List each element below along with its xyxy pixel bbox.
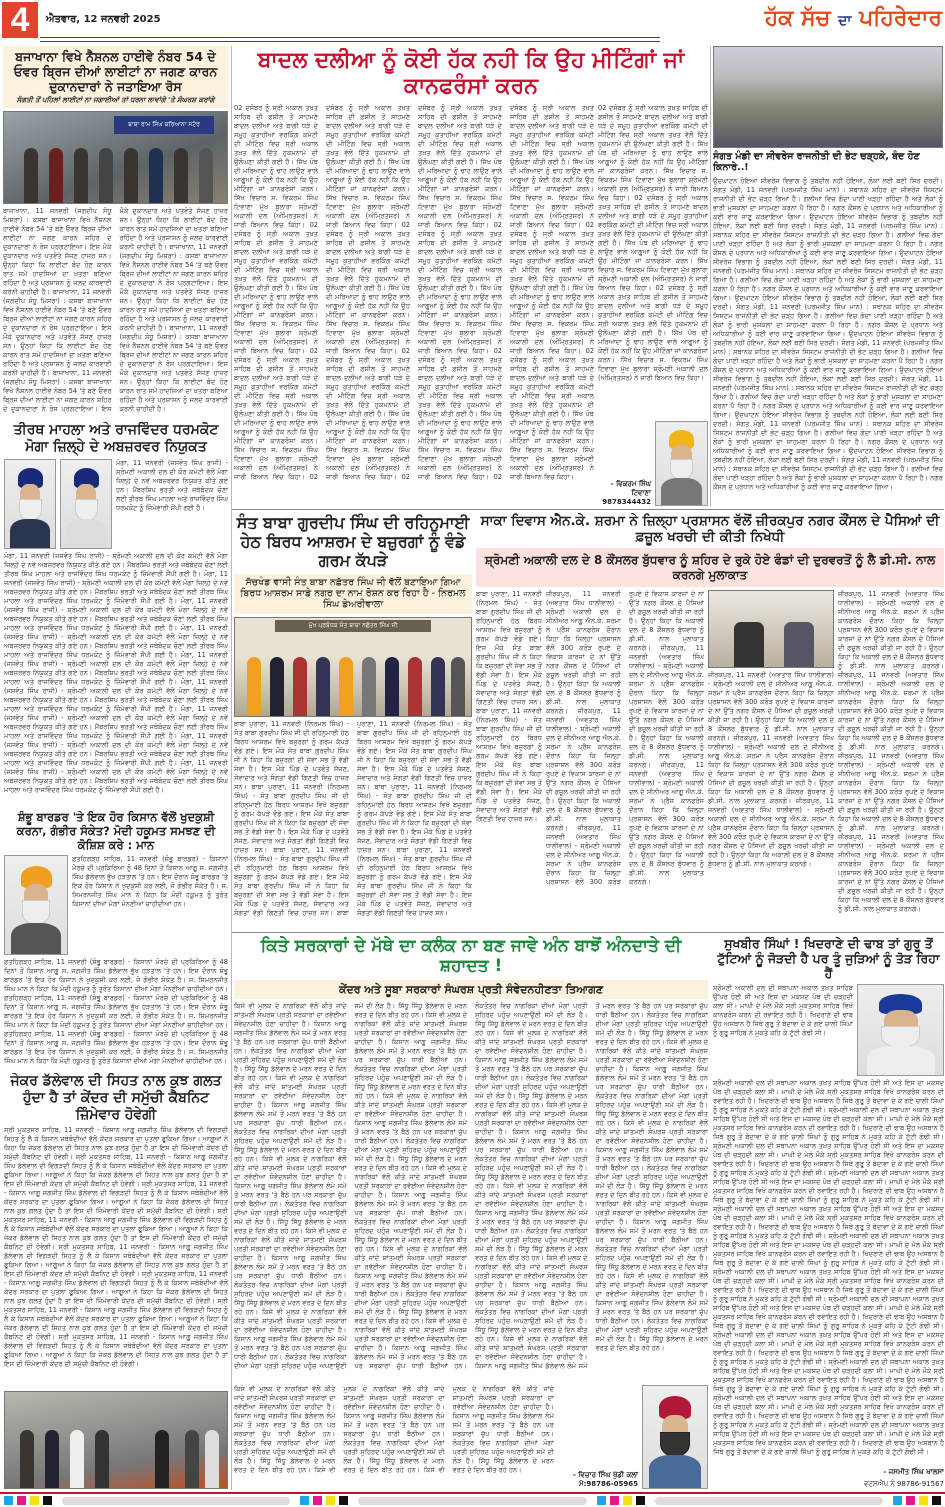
zirakpur-body-right: ਜ਼ੀਰਕਪੁਰ, 11 ਜਨਵਰੀ (ਅਵਤਾਰ ਸਿੰਘ ਧਾਲੀਵਾਲ) - ਸ਼੍ਰੋਮਣੀ ਅਕਾਲੀ ਦਲ ਦੇ ਸੀਨੀਅਰ ਆਗੂ ਐਨ.ਕੇ. ਸ਼ਰਮਾ ਨੇ ਪ੍ਰੈਸ ਕਾਨਫਰੰਸ ਦੌਰਾਨ ਕਿਹਾ ਕਿ ਜ਼ਿਲ੍ਹਾ ਪ੍ਰਸ਼ਾਸਨ ਵੱਲੋਂ 300 ਕਰੋੜ ਰੁਪਏ ਦੇ ਵਿਕਾਸ ਕਾਰਜਾਂ ਦੇ ਨਾਂ ਉੱਤੇ ਨਗਰ ਕੌਂਸਲ ਦੇ ਪੈਸਿਆਂ ਦੀ ਫ਼ਜ਼ੂਲ ਖਰਚੀ ਕੀਤੀ ਜਾ ਰਹੀ ਹੈ। ਉਨ੍ਹਾਂ ਕਿਹਾ ਕਿ ਅਕਾਲੀ ਦਲ ਦੇ 8 ਕੌਂਸਲਰ ਬੁੱਧਵਾਰ ਨੂੰ ਡੀ.ਸੀ. ਨਾਲ ਮੁਲਾਕਾਤ ਕਰਨਗੇ। ਜ਼ੀਰਕਪੁਰ, 11 ਜਨਵਰੀ (ਅਵਤਾਰ ਸਿੰਘ ਧਾਲੀਵਾਲ) - ਸ਼੍ਰੋਮਣੀ ਅਕਾਲੀ ਦਲ ਦੇ ਸੀਨੀਅਰ ਆਗੂ ਐਨ.ਕੇ. ਸ਼ਰਮਾ ਨੇ ਪ੍ਰੈਸ ਕਾਨਫਰੰਸ ਦੌਰਾਨ ਕਿਹਾ ਕਿ ਜ਼ਿਲ੍ਹਾ ਪ੍ਰਸ਼ਾਸਨ ਵੱਲੋਂ 300 ਕਰੋੜ ਰੁਪਏ ਦੇ ਵਿਕਾਸ ਕਾਰਜਾਂ ਦੇ ਨਾਂ ਉੱਤੇ ਨਗਰ ਕੌਂਸਲ ਦੇ ਪੈਸਿਆਂ ਦੀ ਫ਼ਜ਼ੂਲ ਖਰਚੀ ਕੀਤੀ ਜਾ ਰਹੀ ਹੈ। ਉਨ੍ਹਾਂ ਕਿਹਾ ਕਿ ਅਕਾਲੀ ਦਲ ਦੇ 8 ਕੌਂਸਲਰ ਬੁੱਧਵਾਰ ਨੂੰ ਡੀ.ਸੀ. ਨਾਲ ਮੁਲਾਕਾਤ ਕਰਨਗੇ। ਜ਼ੀਰਕਪੁਰ, 11 ਜਨਵਰੀ (ਅਵਤਾਰ ਸਿੰਘ ਧਾਲੀਵਾਲ) - ਸ਼੍ਰੋਮਣੀ ਅਕਾਲੀ ਦਲ ਦੇ ਸੀਨੀਅਰ ਆਗੂ ਐਨ.ਕੇ. ਸ਼ਰਮਾ ਨੇ ਪ੍ਰੈਸ ਕਾਨਫਰੰਸ ਦੌਰਾਨ ਕਿਹਾ ਕਿ ਜ਼ਿਲ੍ਹਾ ਪ੍ਰਸ਼ਾਸਨ ਵੱਲੋਂ 300 ਕਰੋੜ ਰੁਪਏ ਦੇ ਵਿਕਾਸ ਕਾਰਜਾਂ ਦੇ ਨਾਂ ਉੱਤੇ ਨਗਰ ਕੌਂਸਲ ਦੇ ਪੈਸਿਆਂ ਦੀ ਫ਼ਜ਼ੂਲ ਖਰਚੀ ਕੀਤੀ ਜਾ ਰਹੀ ਹੈ। ਉਨ੍ਹਾਂ ਕਿਹਾ ਕਿ ਅਕਾਲੀ ਦਲ ਦੇ 8 ਕੌਂਸਲਰ ਬੁੱਧਵਾਰ ਨੂੰ ਡੀ.ਸੀ. ਨਾਲ ਮੁਲਾਕਾਤ ਕਰਨਗੇ। ਜ਼ੀਰਕਪੁਰ, 11 ਜਨਵਰੀ (ਅਵਤਾਰ ਸਿੰਘ ਧਾਲੀਵਾਲ) - ਸ਼੍ਰੋਮਣੀ ਅਕਾਲੀ ਦਲ ਦੇ ਸੀਨੀਅਰ ਆਗੂ ਐਨ.ਕੇ. ਸ਼ਰਮਾ ਨੇ ਪ੍ਰੈਸ ਕਾਨਫਰੰਸ ਦੌਰਾਨ ਕਿਹਾ ਕਿ ਜ਼ਿਲ੍ਹਾ ਪ੍ਰਸ਼ਾਸਨ ਵੱਲੋਂ 300 ਕਰੋੜ ਰੁਪਏ ਦੇ ਵਿਕਾਸ ਕਾਰਜਾਂ ਦੇ ਨਾਂ ਉੱਤੇ ਨਗਰ ਕੌਂਸਲ ਦੇ ਪੈਸਿਆਂ ਦੀ ਫ਼ਜ਼ੂਲ ਖਰਚੀ ਕੀਤੀ ਜਾ ਰਹੀ ਹੈ। ਉਨ੍ਹਾਂ ਕਿਹਾ ਕਿ ਅਕਾਲੀ ਦਲ ਦੇ 8 ਕੌਂਸਲਰ ਬੁੱਧਵਾਰ ਨੂੰ ਡੀ.ਸੀ. ਨਾਲ ਮੁਲਾਕਾਤ ਕਰਨਗੇ।: [838, 590, 944, 914]
sukhbir-headline: ਸੁਖਬੀਰ ਸਿੰਘਾਂ ! ਖਿਦਰਾਣੇ ਦੀ ਢਾਬ ਤਾਂ ਗੁਰੂ ਤੋਂ ਟੁੱਟਿਆਂ ਨੂੰ ਜੋੜਦੀ ਹੈ ਪਰ ਤੂੰ ਜੁੜਿਆਂ ਨੂੰ ਤੋੜ ਰਿਹਾ ਹੈਂ: [717, 936, 940, 981]
sangat-mandi-body: ਉਦਘਾਟਨ ਹੋਇਆ ਸੀਵਰੇਜ ਵਿਭਾਗ ਨੂੰ ਤਬਦੀਲ ਨਹੀਂ ਹੋਇਆ, ਲੋਕਾਂ ਲਈ ਬਣੀ ਸਿਰ ਦਰਦੀ। ਸੰਗਤ ਮੰਡੀ, 11 ਜਨਵਰੀ (ਪਰਮਜੀਤ ਸਿੰਘ ਮਾਨ) : ਸਥਾਨਕ ਸ਼ਹਿਰ ਦਾ ਸੀਵਰੇਜ ਸਿਸਟਮ ਰਾਜਨੀਤੀ ਦੀ ਭੇਟ ਚੜ੍ਹ ਗਿਆ ਹੈ। ਗਲੀਆਂ ਵਿਚ ਗੰਦਾ ਪਾਣੀ ਖੜ੍ਹਾ ਰਹਿੰਦਾ ਹੈ ਅਤੇ ਲੋਕਾਂ ਨੂੰ ਭਾਰੀ ਮੁਸ਼ਕਲਾਂ ਦਾ ਸਾਹਮਣਾ ਕਰਨਾ ਪੈ ਰਿਹਾ ਹੈ। ਨਗਰ ਕੌਂਸਲ ਦੇ ਪ੍ਰਧਾਨ ਅਤੇ ਅਧਿਕਾਰੀਆਂ ਨੂੰ ਕਈ ਵਾਰ ਜਾਣੂ ਕਰਵਾਇਆ ਗਿਆ। ਉਦਘਾਟਨ ਹੋਇਆ ਸੀਵਰੇਜ ਵਿਭਾਗ ਨੂੰ ਤਬਦੀਲ ਨਹੀਂ ਹੋਇਆ, ਲੋਕਾਂ ਲਈ ਬਣੀ ਸਿਰ ਦਰਦੀ। ਸੰਗਤ ਮੰਡੀ, 11 ਜਨਵਰੀ (ਪਰਮਜੀਤ ਸਿੰਘ ਮਾਨ) : ਸਥਾਨਕ ਸ਼ਹਿਰ ਦਾ ਸੀਵਰੇਜ ਸਿਸਟਮ ਰਾਜਨੀਤੀ ਦੀ ਭੇਟ ਚੜ੍ਹ ਗਿਆ ਹੈ। ਗਲੀਆਂ ਵਿਚ ਗੰਦਾ ਪਾਣੀ ਖੜ੍ਹਾ ਰਹਿੰਦਾ ਹੈ ਅਤੇ ਲੋਕਾਂ ਨੂੰ ਭਾਰੀ ਮੁਸ਼ਕਲਾਂ ਦਾ ਸਾਹਮਣਾ ਕਰਨਾ ਪੈ ਰਿਹਾ ਹੈ। ਨਗਰ ਕੌਂਸਲ ਦੇ ਪ੍ਰਧਾਨ ਅਤੇ ਅਧਿਕਾਰੀਆਂ ਨੂੰ ਕਈ ਵਾਰ ਜਾਣੂ ਕਰਵਾਇਆ ਗਿਆ। ਉਦਘਾਟਨ ਹੋਇਆ ਸੀਵਰੇਜ ਵਿਭਾਗ ਨੂੰ ਤਬਦੀਲ ਨਹੀਂ ਹੋਇਆ, ਲੋਕਾਂ ਲਈ ਬਣੀ ਸਿਰ ਦਰਦੀ। ਸੰਗਤ ਮੰਡੀ, 11 ਜਨਵਰੀ (ਪਰਮਜੀਤ ਸਿੰਘ ਮਾਨ) : ਸਥਾਨਕ ਸ਼ਹਿਰ ਦਾ ਸੀਵਰੇਜ ਸਿਸਟਮ ਰਾਜਨੀਤੀ ਦੀ ਭੇਟ ਚੜ੍ਹ ਗਿਆ ਹੈ। ਗਲੀਆਂ ਵਿਚ ਗੰਦਾ ਪਾਣੀ ਖੜ੍ਹਾ ਰਹਿੰਦਾ ਹੈ ਅਤੇ ਲੋਕਾਂ ਨੂੰ ਭਾਰੀ ਮੁਸ਼ਕਲਾਂ ਦਾ ਸਾਹਮਣਾ ਕਰਨਾ ਪੈ ਰਿਹਾ ਹੈ। ਨਗਰ ਕੌਂਸਲ ਦੇ ਪ੍ਰਧਾਨ ਅਤੇ ਅਧਿਕਾਰੀਆਂ ਨੂੰ ਕਈ ਵਾਰ ਜਾਣੂ ਕਰਵਾਇਆ ਗਿਆ। ਉਦਘਾਟਨ ਹੋਇਆ ਸੀਵਰੇਜ ਵਿਭਾਗ ਨੂੰ ਤਬਦੀਲ ਨਹੀਂ ਹੋਇਆ, ਲੋਕਾਂ ਲਈ ਬਣੀ ਸਿਰ ਦਰਦੀ। ਸੰਗਤ ਮੰਡੀ, 11 ਜਨਵਰੀ (ਪਰਮਜੀਤ ਸਿੰਘ ਮਾਨ) : ਸਥਾਨਕ ਸ਼ਹਿਰ ਦਾ ਸੀਵਰੇਜ ਸਿਸਟਮ ਰਾਜਨੀਤੀ ਦੀ ਭੇਟ ਚੜ੍ਹ ਗਿਆ ਹੈ। ਗਲੀਆਂ ਵਿਚ ਗੰਦਾ ਪਾਣੀ ਖੜ੍ਹਾ ਰਹਿੰਦਾ ਹੈ ਅਤੇ ਲੋਕਾਂ ਨੂੰ ਭਾਰੀ ਮੁਸ਼ਕਲਾਂ ਦਾ ਸਾਹਮਣਾ ਕਰਨਾ ਪੈ ਰਿਹਾ ਹੈ। ਨਗਰ ਕੌਂਸਲ ਦੇ ਪ੍ਰਧਾਨ ਅਤੇ ਅਧਿਕਾਰੀਆਂ ਨੂੰ ਕਈ ਵਾਰ ਜਾਣੂ ਕਰਵਾਇਆ ਗਿਆ। ਉਦਘਾਟਨ ਹੋਇਆ ਸੀਵਰੇਜ ਵਿਭਾਗ ਨੂੰ ਤਬਦੀਲ ਨਹੀਂ ਹੋਇਆ, ਲੋਕਾਂ ਲਈ ਬਣੀ ਸਿਰ ਦਰਦੀ। ਸੰਗਤ ਮੰਡੀ, 11 ਜਨਵਰੀ (ਪਰਮਜੀਤ ਸਿੰਘ ਮਾਨ) : ਸਥਾਨਕ ਸ਼ਹਿਰ ਦਾ ਸੀਵਰੇਜ ਸਿਸਟਮ ਰਾਜਨੀਤੀ ਦੀ ਭੇਟ ਚੜ੍ਹ ਗਿਆ ਹੈ। ਗਲੀਆਂ ਵਿਚ ਗੰਦਾ ਪਾਣੀ ਖੜ੍ਹਾ ਰਹਿੰਦਾ ਹੈ ਅਤੇ ਲੋਕਾਂ ਨੂੰ ਭਾਰੀ ਮੁਸ਼ਕਲਾਂ ਦਾ ਸਾਹਮਣਾ ਕਰਨਾ ਪੈ ਰਿਹਾ ਹੈ। ਨਗਰ ਕੌਂਸਲ ਦੇ ਪ੍ਰਧਾਨ ਅਤੇ ਅਧਿਕਾਰੀਆਂ ਨੂੰ ਕਈ ਵਾਰ ਜਾਣੂ ਕਰਵਾਇਆ ਗਿਆ। ਉਦਘਾਟਨ ਹੋਇਆ ਸੀਵਰੇਜ ਵਿਭਾਗ ਨੂੰ ਤਬਦੀਲ ਨਹੀਂ ਹੋਇਆ, ਲੋਕਾਂ ਲਈ ਬਣੀ ਸਿਰ ਦਰਦੀ। ਸੰਗਤ ਮੰਡੀ, 11 ਜਨਵਰੀ (ਪਰਮਜੀਤ ਸਿੰਘ ਮਾਨ) : ਸਥਾਨਕ ਸ਼ਹਿਰ ਦਾ ਸੀਵਰੇਜ ਸਿਸਟਮ ਰਾਜਨੀਤੀ ਦੀ ਭੇਟ ਚੜ੍ਹ ਗਿਆ ਹੈ। ਗਲੀਆਂ ਵਿਚ ਗੰਦਾ ਪਾਣੀ ਖੜ੍ਹਾ ਰਹਿੰਦਾ ਹੈ ਅਤੇ ਲੋਕਾਂ ਨੂੰ ਭਾਰੀ ਮੁਸ਼ਕਲਾਂ ਦਾ ਸਾਹਮਣਾ ਕਰਨਾ ਪੈ ਰਿਹਾ ਹੈ। ਨਗਰ ਕੌਂਸਲ ਦੇ ਪ੍ਰਧਾਨ ਅਤੇ ਅਧਿਕਾਰੀਆਂ ਨੂੰ ਕਈ ਵਾਰ ਜਾਣੂ ਕਰਵਾਇਆ ਗਿਆ। ਉਦਘਾਟਨ ਹੋਇਆ ਸੀਵਰੇਜ ਵਿਭਾਗ ਨੂੰ ਤਬਦੀਲ ਨਹੀਂ ਹੋਇਆ, ਲੋਕਾਂ ਲਈ ਬਣੀ ਸਿਰ ਦਰਦੀ। ਸੰਗਤ ਮੰਡੀ, 11 ਜਨਵਰੀ (ਪਰਮਜੀਤ ਸਿੰਘ ਮਾਨ) : ਸਥਾਨਕ ਸ਼ਹਿਰ ਦਾ ਸੀਵਰੇਜ ਸਿਸਟਮ ਰਾਜਨੀਤੀ ਦੀ ਭੇਟ ਚੜ੍ਹ ਗਿਆ ਹੈ। ਗਲੀਆਂ ਵਿਚ ਗੰਦਾ ਪਾਣੀ ਖੜ੍ਹਾ ਰਹਿੰਦਾ ਹੈ ਅਤੇ ਲੋਕਾਂ ਨੂੰ ਭਾਰੀ ਮੁਸ਼ਕਲਾਂ ਦਾ ਸਾਹਮਣਾ ਕਰਨਾ ਪੈ ਰਿਹਾ ਹੈ। ਨਗਰ ਕੌਂਸਲ ਦੇ ਪ੍ਰਧਾਨ ਅਤੇ ਅਧਿਕਾਰੀਆਂ ਨੂੰ ਕਈ ਵਾਰ ਜਾਣੂ ਕਰਵਾਇਆ ਗਿਆ। ਉਦਘਾਟਨ ਹੋਇਆ ਸੀਵਰੇਜ ਵਿਭਾਗ ਨੂੰ ਤਬਦੀਲ ਨਹੀਂ ਹੋਇਆ, ਲੋਕਾਂ ਲਈ ਬਣੀ ਸਿਰ ਦਰਦੀ। ਸੰਗਤ ਮੰਡੀ, 11 ਜਨਵਰੀ (ਪਰਮਜੀਤ ਸਿੰਘ ਮਾਨ) : ਸਥਾਨਕ ਸ਼ਹਿਰ ਦਾ ਸੀਵਰੇਜ ਸਿਸਟਮ ਰਾਜਨੀਤੀ ਦੀ ਭੇਟ ਚੜ੍ਹ ਗਿਆ ਹੈ। ਗਲੀਆਂ ਵਿਚ ਗੰਦਾ ਪਾਣੀ ਖੜ੍ਹਾ ਰਹਿੰਦਾ ਹੈ ਅਤੇ ਲੋਕਾਂ ਨੂੰ ਭਾਰੀ ਮੁਸ਼ਕਲਾਂ ਦਾ ਸਾਹਮਣਾ ਕਰਨਾ ਪੈ ਰਿਹਾ ਹੈ। ਨਗਰ ਕੌਂਸਲ ਦੇ ਪ੍ਰਧਾਨ ਅਤੇ ਅਧਿਕਾਰੀਆਂ ਨੂੰ ਕਈ ਵਾਰ ਜਾਣੂ ਕਰਵਾਇਆ ਗਿਆ।: [713, 176, 943, 491]
badal-phone: 9878344432: [602, 498, 651, 506]
ashram-subhead: ਸੱਚਖੰਡ ਵਾਸੀ ਸੰਤ ਬਾਬਾ ਨਛੱਤਰ ਸਿੰਘ ਜੀ ਵੱਲੋਂ ਬਣਾਇਆ ਗਿਆ ਬਿਰਧ ਆਸ਼ਰਮ ਸਾਡੇ ਨਗਰ ਦਾ ਨਾਮ ਰੋਸ਼ਨ ਕਰ ਰਿਹਾ ਹੈ - ਨਿਰਮਲ ਸਿੰਘ ਡੇਅਰੀਵਾਲਾ: [234, 574, 472, 614]
ashram-photo: [234, 617, 472, 717]
logo-part1: ਹੱਕ ਸੱਚ: [764, 6, 831, 31]
tiwana-photo: [655, 421, 708, 506]
annadata-phone: ਮੋ:98786-05965: [578, 1480, 638, 1488]
sangat-mandi-article: [713, 46, 943, 506]
vichar-singh-photo: [642, 1385, 708, 1489]
press-conference-photo: [708, 590, 834, 668]
bajakhana-body: ਬਾਜਾਖਾਨਾ, 11 ਜਨਵਰੀ (ਜਗਦੀਪ ਸੰਧੂ ਮਿਸ਼ਰਾ) : ਕਸਬਾ ਬਾਜਾਖਾਨਾ ਵਿਖੇ ਨੈਸ਼ਨਲ ਹਾਈਵੇ ਨੰਬਰ 54 'ਤੇ ਬਣੇ ਓਵਰ ਬ੍ਰਿਜ ਦੀਆਂ ਲਾਈਟਾਂ ਨਾ ਜਗਣ ਕਾਰਨ ਸ਼ਹਿਰ ਦੇ ਦੁਕਾਨਦਾਰਾਂ ਨੇ ਰੋਸ ਪ੍ਰਗਟਾਇਆ। ਇਸ ਮੌਕੇ ਦੁਕਾਨਦਾਰ ਅਤੇ ਪਤਵੰਤੇ ਸੱਜਣ ਹਾਜ਼ਰ ਸਨ। ਉਨ੍ਹਾਂ ਕਿਹਾ ਕਿ ਲਾਈਟਾਂ ਬੰਦ ਹੋਣ ਕਾਰਨ ਰਾਤ ਸਮੇਂ ਹਾਦਸਿਆਂ ਦਾ ਖ਼ਤਰਾ ਬਣਿਆ ਰਹਿੰਦਾ ਹੈ ਅਤੇ ਪ੍ਰਸ਼ਾਸਨ ਨੂੰ ਜਲਦ ਕਾਰਵਾਈ ਕਰਨੀ ਚਾਹੀਦੀ ਹੈ। ਬਾਜਾਖਾਨਾ, 11 ਜਨਵਰੀ (ਜਗਦੀਪ ਸੰਧੂ ਮਿਸ਼ਰਾ) : ਕਸਬਾ ਬਾਜਾਖਾਨਾ ਵਿਖੇ ਨੈਸ਼ਨਲ ਹਾਈਵੇ ਨੰਬਰ 54 'ਤੇ ਬਣੇ ਓਵਰ ਬ੍ਰਿਜ ਦੀਆਂ ਲਾਈਟਾਂ ਨਾ ਜਗਣ ਕਾਰਨ ਸ਼ਹਿਰ ਦੇ ਦੁਕਾਨਦਾਰਾਂ ਨੇ ਰੋਸ ਪ੍ਰਗਟਾਇਆ। ਇਸ ਮੌਕੇ ਦੁਕਾਨਦਾਰ ਅਤੇ ਪਤਵੰਤੇ ਸੱਜਣ ਹਾਜ਼ਰ ਸਨ। ਉਨ੍ਹਾਂ ਕਿਹਾ ਕਿ ਲਾਈਟਾਂ ਬੰਦ ਹੋਣ ਕਾਰਨ ਰਾਤ ਸਮੇਂ ਹਾਦਸਿਆਂ ਦਾ ਖ਼ਤਰਾ ਬਣਿਆ ਰਹਿੰਦਾ ਹੈ ਅਤੇ ਪ੍ਰਸ਼ਾਸਨ ਨੂੰ ਜਲਦ ਕਾਰਵਾਈ ਕਰਨੀ ਚਾਹੀਦੀ ਹੈ। ਬਾਜਾਖਾਨਾ, 11 ਜਨਵਰੀ (ਜਗਦੀਪ ਸੰਧੂ ਮਿਸ਼ਰਾ) : ਕਸਬਾ ਬਾਜਾਖਾਨਾ ਵਿਖੇ ਨੈਸ਼ਨਲ ਹਾਈਵੇ ਨੰਬਰ 54 'ਤੇ ਬਣੇ ਓਵਰ ਬ੍ਰਿਜ ਦੀਆਂ ਲਾਈਟਾਂ ਨਾ ਜਗਣ ਕਾਰਨ ਸ਼ਹਿਰ ਦੇ ਦੁਕਾਨਦਾਰਾਂ ਨੇ ਰੋਸ ਪ੍ਰਗਟਾਇਆ। ਇਸ ਮੌਕੇ ਦੁਕਾਨਦਾਰ ਅਤੇ ਪਤਵੰਤੇ ਸੱਜਣ ਹਾਜ਼ਰ ਸਨ। ਉਨ੍ਹਾਂ ਕਿਹਾ ਕਿ ਲਾਈਟਾਂ ਬੰਦ ਹੋਣ ਕਾਰਨ ਰਾਤ ਸਮੇਂ ਹਾਦਸਿਆਂ ਦਾ ਖ਼ਤਰਾ ਬਣਿਆ ਰਹਿੰਦਾ ਹੈ ਅਤੇ ਪ੍ਰਸ਼ਾਸਨ ਨੂੰ ਜਲਦ ਕਾਰਵਾਈ ਕਰਨੀ ਚਾਹੀਦੀ ਹੈ। ਬਾਜਾਖਾਨਾ, 11 ਜਨਵਰੀ (ਜਗਦੀਪ ਸੰਧੂ ਮਿਸ਼ਰਾ) : ਕਸਬਾ ਬਾਜਾਖਾਨਾ ਵਿਖੇ ਨੈਸ਼ਨਲ ਹਾਈਵੇ ਨੰਬਰ 54 'ਤੇ ਬਣੇ ਓਵਰ ਬ੍ਰਿਜ ਦੀਆਂ ਲਾਈਟਾਂ ਨਾ ਜਗਣ ਕਾਰਨ ਸ਼ਹਿਰ ਦੇ ਦੁਕਾਨਦਾਰਾਂ ਨੇ ਰੋਸ ਪ੍ਰਗਟਾਇਆ। ਇਸ ਮੌਕੇ ਦੁਕਾਨਦਾਰ ਅਤੇ ਪਤਵੰਤੇ ਸੱਜਣ ਹਾਜ਼ਰ ਸਨ। ਉਨ੍ਹਾਂ ਕਿਹਾ ਕਿ ਲਾਈਟਾਂ ਬੰਦ ਹੋਣ ਕਾਰਨ ਰਾਤ ਸਮੇਂ ਹਾਦਸਿਆਂ ਦਾ ਖ਼ਤਰਾ ਬਣਿਆ ਰਹਿੰਦਾ ਹੈ ਅਤੇ ਪ੍ਰਸ਼ਾਸਨ ਨੂੰ ਜਲਦ ਕਾਰਵਾਈ ਕਰਨੀ ਚਾਹੀਦੀ ਹੈ। ਬਾਜਾਖਾਨਾ, 11 ਜਨਵਰੀ (ਜਗਦੀਪ ਸੰਧੂ ਮਿਸ਼ਰਾ) : ਕਸਬਾ ਬਾਜਾਖਾਨਾ ਵਿਖੇ ਨੈਸ਼ਨਲ ਹਾਈਵੇ ਨੰਬਰ 54 'ਤੇ ਬਣੇ ਓਵਰ ਬ੍ਰਿਜ ਦੀਆਂ ਲਾਈਟਾਂ ਨਾ ਜਗਣ ਕਾਰਨ ਸ਼ਹਿਰ ਦੇ ਦੁਕਾਨਦਾਰਾਂ ਨੇ ਰੋਸ ਪ੍ਰਗਟਾਇਆ। ਇਸ ਮੌਕੇ ਦੁਕਾਨਦਾਰ ਅਤੇ ਪਤਵੰਤੇ ਸੱਜਣ ਹਾਜ਼ਰ ਸਨ। ਉਨ੍ਹਾਂ ਕਿਹਾ ਕਿ ਲਾਈਟਾਂ ਬੰਦ ਹੋਣ ਕਾਰਨ ਰਾਤ ਸਮੇਂ ਹਾਦਸਿਆਂ ਦਾ ਖ਼ਤਰਾ ਬਣਿਆ ਰਹਿੰਦਾ ਹੈ ਅਤੇ ਪ੍ਰਸ਼ਾਸਨ ਨੂੰ ਜਲਦ ਕਾਰਵਾਈ ਕਰਨੀ ਚਾਹੀਦੀ ਹੈ।: [3, 207, 228, 413]
zirakpur-headline: ਸਾਕਾ ਦਿਵਾਸ ਐਨ.ਕੇ. ਸ਼ਰਮਾ ਨੇ ਜ਼ਿਲ੍ਹਾ ਪ੍ਰਸ਼ਾਸਨ ਵੱਲੋਂ ਜ਼ੀਰਕਪੁਰ ਨਗਰ ਕੌਂਸਲ ਦੇ ਪੈਸਿਆਂ ਦੀ ਫ਼ਜ਼ੂਲ ਖਰਚੀ ਦੀ ਕੀਤੀ ਨਿਖੇਧੀ: [480, 513, 940, 546]
mann-photo: [4, 855, 68, 955]
zirakpur-body-mid: ਜ਼ੀਰਕਪੁਰ, 11 ਜਨਵਰੀ (ਅਵਤਾਰ ਸਿੰਘ ਧਾਲੀਵਾਲ) - ਸ਼੍ਰੋਮਣੀ ਅਕਾਲੀ ਦਲ ਦੇ ਸੀਨੀਅਰ ਆਗੂ ਐਨ.ਕੇ. ਸ਼ਰਮਾ ਨੇ ਪ੍ਰੈਸ ਕਾਨਫਰੰਸ ਦੌਰਾਨ ਕਿਹਾ ਕਿ ਜ਼ਿਲ੍ਹਾ ਪ੍ਰਸ਼ਾਸਨ ਵੱਲੋਂ 300 ਕਰੋੜ ਰੁਪਏ ਦੇ ਵਿਕਾਸ ਕਾਰਜਾਂ ਦੇ ਨਾਂ ਉੱਤੇ ਨਗਰ ਕੌਂਸਲ ਦੇ ਪੈਸਿਆਂ ਦੀ ਫ਼ਜ਼ੂਲ ਖਰਚੀ ਕੀਤੀ ਜਾ ਰਹੀ ਹੈ। ਉਨ੍ਹਾਂ ਕਿਹਾ ਕਿ ਅਕਾਲੀ ਦਲ ਦੇ 8 ਕੌਂਸਲਰ ਬੁੱਧਵਾਰ ਨੂੰ ਡੀ.ਸੀ. ਨਾਲ ਮੁਲਾਕਾਤ ਕਰਨਗੇ। ਜ਼ੀਰਕਪੁਰ, 11 ਜਨਵਰੀ (ਅਵਤਾਰ ਸਿੰਘ ਧਾਲੀਵਾਲ) - ਸ਼੍ਰੋਮਣੀ ਅਕਾਲੀ ਦਲ ਦੇ ਸੀਨੀਅਰ ਆਗੂ ਐਨ.ਕੇ. ਸ਼ਰਮਾ ਨੇ ਪ੍ਰੈਸ ਕਾਨਫਰੰਸ ਦੌਰਾਨ ਕਿਹਾ ਕਿ ਜ਼ਿਲ੍ਹਾ ਪ੍ਰਸ਼ਾਸਨ ਵੱਲੋਂ 300 ਕਰੋੜ ਰੁਪਏ ਦੇ ਵਿਕਾਸ ਕਾਰਜਾਂ ਦੇ ਨਾਂ ਉੱਤੇ ਨਗਰ ਕੌਂਸਲ ਦੇ ਪੈਸਿਆਂ ਦੀ ਫ਼ਜ਼ੂਲ ਖਰਚੀ ਕੀਤੀ ਜਾ ਰਹੀ ਹੈ। ਉਨ੍ਹਾਂ ਕਿਹਾ ਕਿ ਅਕਾਲੀ ਦਲ ਦੇ 8 ਕੌਂਸਲਰ ਬੁੱਧਵਾਰ ਨੂੰ ਡੀ.ਸੀ. ਨਾਲ ਮੁਲਾਕਾਤ ਕਰਨਗੇ। ਜ਼ੀਰਕਪੁਰ, 11 ਜਨਵਰੀ (ਅਵਤਾਰ ਸਿੰਘ ਧਾਲੀਵਾਲ) - ਸ਼੍ਰੋਮਣੀ ਅਕਾਲੀ ਦਲ ਦੇ ਸੀਨੀਅਰ ਆਗੂ ਐਨ.ਕੇ. ਸ਼ਰਮਾ ਨੇ ਪ੍ਰੈਸ ਕਾਨਫਰੰਸ ਦੌਰਾਨ ਕਿਹਾ ਕਿ ਜ਼ਿਲ੍ਹਾ ਪ੍ਰਸ਼ਾਸਨ ਵੱਲੋਂ 300 ਕਰੋੜ ਰੁਪਏ ਦੇ ਵਿਕਾਸ ਕਾਰਜਾਂ ਦੇ ਨਾਂ ਉੱਤੇ ਨਗਰ ਕੌਂਸਲ ਦੇ ਪੈਸਿਆਂ ਦੀ ਫ਼ਜ਼ੂਲ ਖਰਚੀ ਕੀਤੀ ਜਾ ਰਹੀ ਹੈ। ਉਨ੍ਹਾਂ ਕਿਹਾ ਕਿ ਅਕਾਲੀ ਦਲ ਦੇ 8 ਕੌਂਸਲਰ ਬੁੱਧਵਾਰ ਨੂੰ ਡੀ.ਸੀ. ਨਾਲ ਮੁਲਾਕਾਤ ਕਰਨਗੇ।: [708, 671, 834, 869]
bajakhana-subhead: ਸੰਗਤੀ ਤੋਂ ਪਹਿਲਾਂ ਲਾਈਟਾਂ ਨਾ ਜਗਾਈਆਂ ਤਾਂ ਧਰਨਾ ਲਾਵਾਂਗੇ 'ਤੇ ਸੰਘਰਸ਼ ਕਰਾਂਗੇ: [16, 96, 215, 104]
farmer-body-top: ਫ਼ਤਹਿਗੜ੍ਹ ਸਾਹਿਬ, 11 ਜਨਵਰੀ (ਸ਼ੰਭੂ ਬਾਰਡਰ) - ਕਿਸਾਨਾਂ ਮੋਰਚੇ ਦੀ ਪ੍ਰਕਿਰਿਆ ਨੂੰ 48 ਦਿਨਾਂ ਤੋਂ ਕਿਸਾਨ ਆਗੂ ਸ. ਜਗਜੀਤ ਸਿੰਘ ਡੱਲੇਵਾਲ ਭੁੱਖ ਹੜਤਾਲ 'ਤੇ ਹਨ। ਇਸ ਦੌਰਾਨ ਸ਼ੰਭੂ ਬਾਰਡਰ 'ਤੇ ਇਕ ਹੋਰ ਕਿਸਾਨ ਨੇ ਖੁਦਕੁਸ਼ੀ ਕਰ ਲਈ, ਜੋ ਗੰਭੀਰ ਸੰਕੇਤ ਹੈ। ਸ. ਸਿਮਰਨਜੀਤ ਸਿੰਘ ਮਾਨ ਨੇ ਕਿਹਾ ਕਿ ਮੋਦੀ ਹਕੂਮਤ ਨੂੰ ਤੁਰੰਤ ਕਿਸਾਨਾਂ ਦੀਆਂ ਮੰਗਾਂ ਮੰਨਣੀਆਂ ਚਾਹੀਦੀਆਂ ਹਨ।: [72, 855, 228, 909]
sukhbir-body: ਸ਼੍ਰੋਮਣੀ ਅਕਾਲੀ ਦਲ ਦੀ ਸਥਾਪਨਾ ਅਕਾਲ ਤਖ਼ਤ ਸਾਹਿਬ ਉੱਪਰ ਹੋਈ ਸੀ ਅਤੇ ਇਸ ਦਾ ਮਕਸਦ ਪੰਥ ਦੀ ਚੜ੍ਹਦੀ ਕਲਾ ਸੀ। ਮਾਘੀ ਦੇ ਮੇਲੇ ਮੌਕੇ ਸ੍ਰੀ ਮੁਕਤਸਰ ਸਾਹਿਬ ਵਿਖੇ ਕਾਨਫਰੰਸ ਕਰਨ ਦੀ ਰਵਾਇਤ ਰਹੀ ਹੈ। ਖਿਦਰਾਣੇ ਦੀ ਢਾਬ ਉਹ ਅਸਥਾਨ ਹੈ ਜਿਥੇ ਗੁਰੂ ਤੋਂ ਬੇਦਾਵਾ ਦੇ ਕੇ ਗਏ ਚਾਲੀ ਸਿੰਘਾਂ ਨੂੰ ਗੁਰੂ ਸਾਹਿਬ ਨੇ ਮੁਕਤੇ ਕਹਿ ਕੇ ਟੁੱਟੀ ਗੰਢੀ ਸੀ। ਸ਼੍ਰੋਮਣੀ ਅਕਾਲੀ ਦਲ ਦੀ ਸਥਾਪਨਾ ਅਕਾਲ ਤਖ਼ਤ ਸਾਹਿਬ ਉੱਪਰ ਹੋਈ ਸੀ ਅਤੇ ਇਸ ਦਾ ਮਕਸਦ ਪੰਥ ਦੀ ਚੜ੍ਹਦੀ ਕਲਾ ਸੀ। ਮਾਘੀ ਦੇ ਮੇਲੇ ਮੌਕੇ ਸ੍ਰੀ ਮੁਕਤਸਰ ਸਾਹਿਬ ਵਿਖੇ ਕਾਨਫਰੰਸ ਕਰਨ ਦੀ ਰਵਾਇਤ ਰਹੀ ਹੈ। ਖਿਦਰਾਣੇ ਦੀ ਢਾਬ ਉਹ ਅਸਥਾਨ ਹੈ ਜਿਥੇ ਗੁਰੂ ਤੋਂ ਬੇਦਾਵਾ ਦੇ ਕੇ ਗਏ ਚਾਲੀ ਸਿੰਘਾਂ ਨੂੰ ਗੁਰੂ ਸਾਹਿਬ ਨੇ ਮੁਕਤੇ ਕਹਿ ਕੇ ਟੁੱਟੀ ਗੰਢੀ ਸੀ। ਸ਼੍ਰੋਮਣੀ ਅਕਾਲੀ ਦਲ ਦੀ ਸਥਾਪਨਾ ਅਕਾਲ ਤਖ਼ਤ ਸਾਹਿਬ ਉੱਪਰ ਹੋਈ ਸੀ ਅਤੇ ਇਸ ਦਾ ਮਕਸਦ ਪੰਥ ਦੀ ਚੜ੍ਹਦੀ ਕਲਾ ਸੀ। ਮਾਘੀ ਦੇ ਮੇਲੇ ਮੌਕੇ ਸ੍ਰੀ ਮੁਕਤਸਰ ਸਾਹਿਬ ਵਿਖੇ ਕਾਨਫਰੰਸ ਕਰਨ ਦੀ ਰਵਾਇਤ ਰਹੀ ਹੈ। ਖਿਦਰਾਣੇ ਦੀ ਢਾਬ ਉਹ ਅਸਥਾਨ ਹੈ ਜਿਥੇ ਗੁਰੂ ਤੋਂ ਬੇਦਾਵਾ ਦੇ ਕੇ ਗਏ ਚਾਲੀ ਸਿੰਘਾਂ ਨੂੰ ਗੁਰੂ ਸਾਹਿਬ ਨੇ ਮੁਕਤੇ ਕਹਿ ਕੇ ਟੁੱਟੀ ਗੰਢੀ ਸੀ। ਸ਼੍ਰੋਮਣੀ ਅਕਾਲੀ ਦਲ ਦੀ ਸਥਾਪਨਾ ਅਕਾਲ ਤਖ਼ਤ ਸਾਹਿਬ ਉੱਪਰ ਹੋਈ ਸੀ ਅਤੇ ਇਸ ਦਾ ਮਕਸਦ ਪੰਥ ਦੀ ਚੜ੍ਹਦੀ ਕਲਾ ਸੀ। ਮਾਘੀ ਦੇ ਮੇਲੇ ਮੌਕੇ ਸ੍ਰੀ ਮੁਕਤਸਰ ਸਾਹਿਬ ਵਿਖੇ ਕਾਨਫਰੰਸ ਕਰਨ ਦੀ ਰਵਾਇਤ ਰਹੀ ਹੈ। ਖਿਦਰਾਣੇ ਦੀ ਢਾਬ ਉਹ ਅਸਥਾਨ ਹੈ ਜਿਥੇ ਗੁਰੂ ਤੋਂ ਬੇਦਾਵਾ ਦੇ ਕੇ ਗਏ ਚਾਲੀ ਸਿੰਘਾਂ ਨੂੰ ਗੁਰੂ ਸਾਹਿਬ ਨੇ ਮੁਕਤੇ ਕਹਿ ਕੇ ਟੁੱਟੀ ਗੰਢੀ ਸੀ। ਸ਼੍ਰੋਮਣੀ ਅਕਾਲੀ ਦਲ ਦੀ ਸਥਾਪਨਾ ਅਕਾਲ ਤਖ਼ਤ ਸਾਹਿਬ ਉੱਪਰ ਹੋਈ ਸੀ ਅਤੇ ਇਸ ਦਾ ਮਕਸਦ ਪੰਥ ਦੀ ਚੜ੍ਹਦੀ ਕਲਾ ਸੀ। ਮਾਘੀ ਦੇ ਮੇਲੇ ਮੌਕੇ ਸ੍ਰੀ ਮੁਕਤਸਰ ਸਾਹਿਬ ਵਿਖੇ ਕਾਨਫਰੰਸ ਕਰਨ ਦੀ ਰਵਾਇਤ ਰਹੀ ਹੈ। ਖਿਦਰਾਣੇ ਦੀ ਢਾਬ ਉਹ ਅਸਥਾਨ ਹੈ ਜਿਥੇ ਗੁਰੂ ਤੋਂ ਬੇਦਾਵਾ ਦੇ ਕੇ ਗਏ ਚਾਲੀ ਸਿੰਘਾਂ ਨੂੰ ਗੁਰੂ ਸਾਹਿਬ ਨੇ ਮੁਕਤੇ ਕਹਿ ਕੇ ਟੁੱਟੀ ਗੰਢੀ ਸੀ। ਸ਼੍ਰੋਮਣੀ ਅਕਾਲੀ ਦਲ ਦੀ ਸਥਾਪਨਾ ਅਕਾਲ ਤਖ਼ਤ ਸਾਹਿਬ ਉੱਪਰ ਹੋਈ ਸੀ ਅਤੇ ਇਸ ਦਾ ਮਕਸਦ ਪੰਥ ਦੀ ਚੜ੍ਹਦੀ ਕਲਾ ਸੀ। ਮਾਘੀ ਦੇ ਮੇਲੇ ਮੌਕੇ ਸ੍ਰੀ ਮੁਕਤਸਰ ਸਾਹਿਬ ਵਿਖੇ ਕਾਨਫਰੰਸ ਕਰਨ ਦੀ ਰਵਾਇਤ ਰਹੀ ਹੈ। ਖਿਦਰਾਣੇ ਦੀ ਢਾਬ ਉਹ ਅਸਥਾਨ ਹੈ ਜਿਥੇ ਗੁਰੂ ਤੋਂ ਬੇਦਾਵਾ ਦੇ ਕੇ ਗਏ ਚਾਲੀ ਸਿੰਘਾਂ ਨੂੰ ਗੁਰੂ ਸਾਹਿਬ ਨੇ ਮੁਕਤੇ ਕਹਿ ਕੇ ਟੁੱਟੀ ਗੰਢੀ ਸੀ। ਸ਼੍ਰੋਮਣੀ ਅਕਾਲੀ ਦਲ ਦੀ ਸਥਾਪਨਾ ਅਕਾਲ ਤਖ਼ਤ ਸਾਹਿਬ ਉੱਪਰ ਹੋਈ ਸੀ ਅਤੇ ਇਸ ਦਾ ਮਕਸਦ ਪੰਥ ਦੀ ਚੜ੍ਹਦੀ ਕਲਾ ਸੀ। ਮਾਘੀ ਦੇ ਮੇਲੇ ਮੌਕੇ ਸ੍ਰੀ ਮੁਕਤਸਰ ਸਾਹਿਬ ਵਿਖੇ ਕਾਨਫਰੰਸ ਕਰਨ ਦੀ ਰਵਾਇਤ ਰਹੀ ਹੈ। ਖਿਦਰਾਣੇ ਦੀ ਢਾਬ ਉਹ ਅਸਥਾਨ ਹੈ ਜਿਥੇ ਗੁਰੂ ਤੋਂ ਬੇਦਾਵਾ ਦੇ ਕੇ ਗਏ ਚਾਲੀ ਸਿੰਘਾਂ ਨੂੰ ਗੁਰੂ ਸਾਹਿਬ ਨੇ ਮੁਕਤੇ ਕਹਿ ਕੇ ਟੁੱਟੀ ਗੰਢੀ ਸੀ। ਸ਼੍ਰੋਮਣੀ ਅਕਾਲੀ ਦਲ ਦੀ ਸਥਾਪਨਾ ਅਕਾਲ ਤਖ਼ਤ ਸਾਹਿਬ ਉੱਪਰ ਹੋਈ ਸੀ ਅਤੇ ਇਸ ਦਾ ਮਕਸਦ ਪੰਥ ਦੀ ਚੜ੍ਹਦੀ ਕਲਾ ਸੀ। ਮਾਘੀ ਦੇ ਮੇਲੇ ਮੌਕੇ ਸ੍ਰੀ ਮੁਕਤਸਰ ਸਾਹਿਬ ਵਿਖੇ ਕਾਨਫਰੰਸ ਕਰਨ ਦੀ ਰਵਾਇਤ ਰਹੀ ਹੈ। ਖਿਦਰਾਣੇ ਦੀ ਢਾਬ ਉਹ ਅਸਥਾਨ ਹੈ ਜਿਥੇ ਗੁਰੂ ਤੋਂ ਬੇਦਾਵਾ ਦੇ ਕੇ ਗਏ ਚਾਲੀ ਸਿੰਘਾਂ ਨੂੰ ਗੁਰੂ ਸਾਹਿਬ ਨੇ ਮੁਕਤੇ ਕਹਿ ਕੇ ਟੁੱਟੀ ਗੰਢੀ ਸੀ। ਸ਼੍ਰੋਮਣੀ ਅਕਾਲੀ ਦਲ ਦੀ ਸਥਾਪਨਾ ਅਕਾਲ ਤਖ਼ਤ ਸਾਹਿਬ ਉੱਪਰ ਹੋਈ ਸੀ ਅਤੇ ਇਸ ਦਾ ਮਕਸਦ ਪੰਥ ਦੀ ਚੜ੍ਹਦੀ ਕਲਾ ਸੀ। ਮਾਘੀ ਦੇ ਮੇਲੇ ਮੌਕੇ ਸ੍ਰੀ ਮੁਕਤਸਰ ਸਾਹਿਬ ਵਿਖੇ ਕਾਨਫਰੰਸ ਕਰਨ ਦੀ ਰਵਾਇਤ ਰਹੀ ਹੈ। ਖਿਦਰਾਣੇ ਦੀ ਢਾਬ ਉਹ ਅਸਥਾਨ ਹੈ ਜਿਥੇ ਗੁਰੂ ਤੋਂ ਬੇਦਾਵਾ ਦੇ ਕੇ ਗਏ ਚਾਲੀ ਸਿੰਘਾਂ ਨੂੰ ਗੁਰੂ ਸਾਹਿਬ ਨੇ ਮੁਕਤੇ ਕਹਿ ਕੇ ਟੁੱਟੀ ਗੰਢੀ ਸੀ। ਸ਼੍ਰੋਮਣੀ ਅਕਾਲੀ ਦਲ ਦੀ ਸਥਾਪਨਾ ਅਕਾਲ ਤਖ਼ਤ ਸਾਹਿਬ ਉੱਪਰ ਹੋਈ ਸੀ ਅਤੇ ਇਸ ਦਾ ਮਕਸਦ ਪੰਥ ਦੀ ਚੜ੍ਹਦੀ ਕਲਾ ਸੀ। ਮਾਘੀ ਦੇ ਮੇਲੇ ਮੌਕੇ ਸ੍ਰੀ ਮੁਕਤਸਰ ਸਾਹਿਬ ਵਿਖੇ ਕਾਨਫਰੰਸ ਕਰਨ ਦੀ ਰਵਾਇਤ ਰਹੀ ਹੈ। ਖਿਦਰਾਣੇ ਦੀ ਢਾਬ ਉਹ ਅਸਥਾਨ ਹੈ ਜਿਥੇ ਗੁਰੂ ਤੋਂ ਬੇਦਾਵਾ ਦੇ ਕੇ ਗਏ ਚਾਲੀ ਸਿੰਘਾਂ ਨੂੰ ਗੁਰੂ ਸਾਹਿਬ ਨੇ ਮੁਕਤੇ ਕਹਿ ਕੇ ਟੁੱਟੀ ਗੰਢੀ ਸੀ। ਸ਼੍ਰੋਮਣੀ ਅਕਾਲੀ ਦਲ ਦੀ ਸਥਾਪਨਾ ਅਕਾਲ ਤਖ਼ਤ ਸਾਹਿਬ ਉੱਪਰ ਹੋਈ ਸੀ ਅਤੇ ਇਸ ਦਾ ਮਕਸਦ ਪੰਥ ਦੀ ਚੜ੍ਹਦੀ ਕਲਾ ਸੀ। ਮਾਘੀ ਦੇ ਮੇਲੇ ਮੌਕੇ ਸ੍ਰੀ ਮੁਕਤਸਰ ਸਾਹਿਬ ਵਿਖੇ ਕਾਨਫਰੰਸ ਕਰਨ ਦੀ ਰਵਾਇਤ ਰਹੀ ਹੈ। ਖਿਦਰਾਣੇ ਦੀ ਢਾਬ ਉਹ ਅਸਥਾਨ ਹੈ ਜਿਥੇ ਗੁਰੂ ਤੋਂ ਬੇਦਾਵਾ ਦੇ ਕੇ ਗਏ ਚਾਲੀ ਸਿੰਘਾਂ ਨੂੰ ਗੁਰੂ ਸਾਹਿਬ ਨੇ ਮੁਕਤੇ ਕਹਿ ਕੇ ਟੁੱਟੀ ਗੰਢੀ ਸੀ। ਸ਼੍ਰੋਮਣੀ ਅਕਾਲੀ ਦਲ ਦੀ ਸਥਾਪਨਾ ਅਕਾਲ ਤਖ਼ਤ ਸਾਹਿਬ ਉੱਪਰ ਹੋਈ ਸੀ ਅਤੇ ਇਸ ਦਾ ਮਕਸਦ ਪੰਥ ਦੀ ਚੜ੍ਹਦੀ ਕਲਾ ਸੀ। ਮਾਘੀ ਦੇ ਮੇਲੇ ਮੌਕੇ ਸ੍ਰੀ ਮੁਕਤਸਰ ਸਾਹਿਬ ਵਿਖੇ ਕਾਨਫਰੰਸ ਕਰਨ ਦੀ ਰਵਾਇਤ ਰਹੀ ਹੈ। ਖਿਦਰਾਣੇ ਦੀ ਢਾਬ ਉਹ ਅਸਥਾਨ ਹੈ ਜਿਥੇ ਗੁਰੂ ਤੋਂ ਬੇਦਾਵਾ ਦੇ ਕੇ ਗਏ ਚਾਲੀ ਸਿੰਘਾਂ ਨੂੰ ਗੁਰੂ ਸਾਹਿਬ ਨੇ ਮੁਕਤੇ ਕਹਿ ਕੇ ਟੁੱਟੀ ਗੰਢੀ ਸੀ।: [713, 1079, 944, 1456]
annadata-subhead: ਕੇਂਦਰ ਅਤੇ ਸੂਬਾ ਸਰਕਾਰਾਂ ਸੰਘਰਸ਼ ਪ੍ਰਤੀ ਸੰਵੇਦਨਹੀਣਤਾ ਤਿਆਗਣ: [234, 980, 708, 999]
section-divider: [232, 509, 944, 510]
badal-headline: ਬਾਦਲ ਦਲੀਆ ਨੂੰ ਕੋਈ ਹੱਕ ਨਹੀ ਕਿ ਉਹ ਮੀਟਿੰਗਾਂ ਜਾਂ ਕਾਨਫਰੰਸਾਂ ਕਰਨ: [257, 48, 685, 100]
sukhbir-byline: - ਜਸਮੀਤ ਸਿੰਘ ਖਾਲਸਾ: [883, 1468, 944, 1476]
farmer-headline: ਸ਼ੰਭੂ ਬਾਰਡਰ 'ਤੇ ਇਕ ਹੋਰ ਕਿਸਾਨ ਵੱਲੋਂ ਖੁਦਕੁਸ਼ੀ ਕਰਨਾ, ਗੰਭੀਰ ਸੰਕੇਤ? ਮੋਦੀ ਹਕੂਮਤ ਸਮਝਣ ਦੀ ਕੋਸ਼ਿਸ਼ ਕਰੇ : ਮਾਨ: [16, 811, 216, 852]
ashram-body-right: ਬਾਬਾ ਪੁਰਾਣਾ, 11 ਜਨਵਰੀ (ਨਿਰਮਲ ਸਿੰਘ) - ਸੰਤ ਬਾਬਾ ਗੁਰਦੀਪ ਸਿੰਘ ਜੀ ਦੀ ਰਹਿਨੁਮਾਈ ਹੇਠ ਬਿਰਧ ਆਸ਼ਰਮ ਵਿਖੇ ਬਜ਼ੁਰਗਾਂ ਨੂੰ ਗਰਮ ਕੱਪੜੇ ਵੰਡੇ ਗਏ। ਇਸ ਮੌਕੇ ਸੰਤ ਬਾਬਾ ਗੁਰਦੀਪ ਸਿੰਘ ਜੀ ਨੇ ਕਿਹਾ ਕਿ ਬਜ਼ੁਰਗਾਂ ਦੀ ਸੇਵਾ ਸਭ ਤੋਂ ਵੱਡੀ ਸੇਵਾ ਹੈ। ਇਸ ਮੌਕੇ ਪਿੰਡ ਦੇ ਪਤਵੰਤੇ ਸੱਜਣ, ਸੇਵਾਦਾਰ ਅਤੇ ਸੰਗਤਾਂ ਵੱਡੀ ਗਿਣਤੀ ਵਿਚ ਹਾਜ਼ਰ ਸਨ। ਬਾਬਾ ਪੁਰਾਣਾ, 11 ਜਨਵਰੀ (ਨਿਰਮਲ ਸਿੰਘ) - ਸੰਤ ਬਾਬਾ ਗੁਰਦੀਪ ਸਿੰਘ ਜੀ ਦੀ ਰਹਿਨੁਮਾਈ ਹੇਠ ਬਿਰਧ ਆਸ਼ਰਮ ਵਿਖੇ ਬਜ਼ੁਰਗਾਂ ਨੂੰ ਗਰਮ ਕੱਪੜੇ ਵੰਡੇ ਗਏ। ਇਸ ਮੌਕੇ ਸੰਤ ਬਾਬਾ ਗੁਰਦੀਪ ਸਿੰਘ ਜੀ ਨੇ ਕਿਹਾ ਕਿ ਬਜ਼ੁਰਗਾਂ ਦੀ ਸੇਵਾ ਸਭ ਤੋਂ ਵੱਡੀ ਸੇਵਾ ਹੈ। ਇਸ ਮੌਕੇ ਪਿੰਡ ਦੇ ਪਤਵੰਤੇ ਸੱਜਣ, ਸੇਵਾਦਾਰ ਅਤੇ ਸੰਗਤਾਂ ਵੱਡੀ ਗਿਣਤੀ ਵਿਚ ਹਾਜ਼ਰ ਸਨ।: [476, 590, 542, 824]
bajakhana-headline: ਬਜਾਖਾਨਾ ਵਿਖੇ ਨੈਸ਼ਨਲ ਹਾਈਵੇ ਨੰਬਰ 54 ਦੇ ਓਵਰ ਬ੍ਰਿਜ ਦੀਆਂ ਲਾਈਟਾਂ ਨਾ ਜਗਣ ਕਾਰਨ ਦੁਕਾਨਦਾਰਾਂ ਨੇ ਜਤਾਇਆ ਰੋਸ: [13, 49, 218, 94]
badal-body: 02 ਦਸੰਬਰ ਨੂੰ ਸ੍ਰੀ ਅਕਾਲ ਤਖ਼ਤ ਸਾਹਿਬ ਦੀ ਫ਼ਸੀਲ ਤੋਂ ਸਾਹਮਣੇ ਬਾਦਲ ਦਲੀਆਂ ਅਤੇ ਬਾਗੀ ਧੜੇ ਦੇ ਸਮੂਹ ਕੁਤਾਹੀਆਂ ਵਰਕਿੰਗ ਕਮੇਟੀ ਦੀ ਮੀਟਿੰਗ ਵਿਚ ਸ੍ਰੀ ਅਕਾਲ ਤਖ਼ਤ ਵੱਲੋਂ ਦਿੱਤੇ ਹੁਕਮਨਾਮੇ ਦੀ ਉਲੰਘਣਾ ਕੀਤੀ ਗਈ ਹੈ। ਸਿੱਖ ਪੰਥ ਦੀ ਮਰਿਆਦਾ ਨੂੰ ਢਾਹ ਲਾਉਣ ਵਾਲੇ ਆਗੂਆਂ ਨੂੰ ਕੋਈ ਹੱਕ ਨਹੀਂ ਕਿ ਉਹ ਮੀਟਿੰਗਾਂ ਜਾਂ ਕਾਨਫਰੰਸਾਂ ਕਰਨ। ਸਿੱਖ ਵਿਚਾਰ ਸ. ਵਿਕਰਮ ਸਿੰਘ ਟਿਵਾਣਾ ਮੁੱਖ ਬੁਲਾਰਾ ਸ਼੍ਰੋਮਣੀ ਅਕਾਲੀ ਦਲ (ਅੰਮ੍ਰਿਤਸਰ) ਨੇ ਜਾਰੀ ਬਿਆਨ ਵਿਚ ਕਿਹਾ। 02 ਦਸੰਬਰ ਨੂੰ ਸ੍ਰੀ ਅਕਾਲ ਤਖ਼ਤ ਸਾਹਿਬ ਦੀ ਫ਼ਸੀਲ ਤੋਂ ਸਾਹਮਣੇ ਬਾਦਲ ਦਲੀਆਂ ਅਤੇ ਬਾਗੀ ਧੜੇ ਦੇ ਸਮੂਹ ਕੁਤਾਹੀਆਂ ਵਰਕਿੰਗ ਕਮੇਟੀ ਦੀ ਮੀਟਿੰਗ ਵਿਚ ਸ੍ਰੀ ਅਕਾਲ ਤਖ਼ਤ ਵੱਲੋਂ ਦਿੱਤੇ ਹੁਕਮਨਾਮੇ ਦੀ ਉਲੰਘਣਾ ਕੀਤੀ ਗਈ ਹੈ। ਸਿੱਖ ਪੰਥ ਦੀ ਮਰਿਆਦਾ ਨੂੰ ਢਾਹ ਲਾਉਣ ਵਾਲੇ ਆਗੂਆਂ ਨੂੰ ਕੋਈ ਹੱਕ ਨਹੀਂ ਕਿ ਉਹ ਮੀਟਿੰਗਾਂ ਜਾਂ ਕਾਨਫਰੰਸਾਂ ਕਰਨ। ਸਿੱਖ ਵਿਚਾਰ ਸ. ਵਿਕਰਮ ਸਿੰਘ ਟਿਵਾਣਾ ਮੁੱਖ ਬੁਲਾਰਾ ਸ਼੍ਰੋਮਣੀ ਅਕਾਲੀ ਦਲ (ਅੰਮ੍ਰਿਤਸਰ) ਨੇ ਜਾਰੀ ਬਿਆਨ ਵਿਚ ਕਿਹਾ। 02 ਦਸੰਬਰ ਨੂੰ ਸ੍ਰੀ ਅਕਾਲ ਤਖ਼ਤ ਸਾਹਿਬ ਦੀ ਫ਼ਸੀਲ ਤੋਂ ਸਾਹਮਣੇ ਬਾਦਲ ਦਲੀਆਂ ਅਤੇ ਬਾਗੀ ਧੜੇ ਦੇ ਸਮੂਹ ਕੁਤਾਹੀਆਂ ਵਰਕਿੰਗ ਕਮੇਟੀ ਦੀ ਮੀਟਿੰਗ ਵਿਚ ਸ੍ਰੀ ਅਕਾਲ ਤਖ਼ਤ ਵੱਲੋਂ ਦਿੱਤੇ ਹੁਕਮਨਾਮੇ ਦੀ ਉਲੰਘਣਾ ਕੀਤੀ ਗਈ ਹੈ। ਸਿੱਖ ਪੰਥ ਦੀ ਮਰਿਆਦਾ ਨੂੰ ਢਾਹ ਲਾਉਣ ਵਾਲੇ ਆਗੂਆਂ ਨੂੰ ਕੋਈ ਹੱਕ ਨਹੀਂ ਕਿ ਉਹ ਮੀਟਿੰਗਾਂ ਜਾਂ ਕਾਨਫਰੰਸਾਂ ਕਰਨ। ਸਿੱਖ ਵਿਚਾਰ ਸ. ਵਿਕਰਮ ਸਿੰਘ ਟਿਵਾਣਾ ਮੁੱਖ ਬੁਲਾਰਾ ਸ਼੍ਰੋਮਣੀ ਅਕਾਲੀ ਦਲ (ਅੰਮ੍ਰਿਤਸਰ) ਨੇ ਜਾਰੀ ਬਿਆਨ ਵਿਚ ਕਿਹਾ। 02 ਦਸੰਬਰ ਨੂੰ ਸ੍ਰੀ ਅਕਾਲ ਤਖ਼ਤ ਸਾਹਿਬ ਦੀ ਫ਼ਸੀਲ ਤੋਂ ਸਾਹਮਣੇ ਬਾਦਲ ਦਲੀਆਂ ਅਤੇ ਬਾਗੀ ਧੜੇ ਦੇ ਸਮੂਹ ਕੁਤਾਹੀਆਂ ਵਰਕਿੰਗ ਕਮੇਟੀ ਦੀ ਮੀਟਿੰਗ ਵਿਚ ਸ੍ਰੀ ਅਕਾਲ ਤਖ਼ਤ ਵੱਲੋਂ ਦਿੱਤੇ ਹੁਕਮਨਾਮੇ ਦੀ ਉਲੰਘਣਾ ਕੀਤੀ ਗਈ ਹੈ। ਸਿੱਖ ਪੰਥ ਦੀ ਮਰਿਆਦਾ ਨੂੰ ਢਾਹ ਲਾਉਣ ਵਾਲੇ ਆਗੂਆਂ ਨੂੰ ਕੋਈ ਹੱਕ ਨਹੀਂ ਕਿ ਉਹ ਮੀਟਿੰਗਾਂ ਜਾਂ ਕਾਨਫਰੰਸਾਂ ਕਰਨ। ਸਿੱਖ ਵਿਚਾਰ ਸ. ਵਿਕਰਮ ਸਿੰਘ ਟਿਵਾਣਾ ਮੁੱਖ ਬੁਲਾਰਾ ਸ਼੍ਰੋਮਣੀ ਅਕਾਲੀ ਦਲ (ਅੰਮ੍ਰਿਤਸਰ) ਨੇ ਜਾਰੀ ਬਿਆਨ ਵਿਚ ਕਿਹਾ। 02 ਦਸੰਬਰ ਨੂੰ ਸ੍ਰੀ ਅਕਾਲ ਤਖ਼ਤ ਸਾਹਿਬ ਦੀ ਫ਼ਸੀਲ ਤੋਂ ਸਾਹਮਣੇ ਬਾਦਲ ਦਲੀਆਂ ਅਤੇ ਬਾਗੀ ਧੜੇ ਦੇ ਸਮੂਹ ਕੁਤਾਹੀਆਂ ਵਰਕਿੰਗ ਕਮੇਟੀ ਦੀ ਮੀਟਿੰਗ ਵਿਚ ਸ੍ਰੀ ਅਕਾਲ ਤਖ਼ਤ ਵੱਲੋਂ ਦਿੱਤੇ ਹੁਕਮਨਾਮੇ ਦੀ ਉਲੰਘਣਾ ਕੀਤੀ ਗਈ ਹੈ। ਸਿੱਖ ਪੰਥ ਦੀ ਮਰਿਆਦਾ ਨੂੰ ਢਾਹ ਲਾਉਣ ਵਾਲੇ ਆਗੂਆਂ ਨੂੰ ਕੋਈ ਹੱਕ ਨਹੀਂ ਕਿ ਉਹ ਮੀਟਿੰਗਾਂ ਜਾਂ ਕਾਨਫਰੰਸਾਂ ਕਰਨ। ਸਿੱਖ ਵਿਚਾਰ ਸ. ਵਿਕਰਮ ਸਿੰਘ ਟਿਵਾਣਾ ਮੁੱਖ ਬੁਲਾਰਾ ਸ਼੍ਰੋਮਣੀ ਅਕਾਲੀ ਦਲ (ਅੰਮ੍ਰਿਤਸਰ) ਨੇ ਜਾਰੀ ਬਿਆਨ ਵਿਚ ਕਿਹਾ। 02 ਦਸੰਬਰ ਨੂੰ ਸ੍ਰੀ ਅਕਾਲ ਤਖ਼ਤ ਸਾਹਿਬ ਦੀ ਫ਼ਸੀਲ ਤੋਂ ਸਾਹਮਣੇ ਬਾਦਲ ਦਲੀਆਂ ਅਤੇ ਬਾਗੀ ਧੜੇ ਦੇ ਸਮੂਹ ਕੁਤਾਹੀਆਂ ਵਰਕਿੰਗ ਕਮੇਟੀ ਦੀ ਮੀਟਿੰਗ ਵਿਚ ਸ੍ਰੀ ਅਕਾਲ ਤਖ਼ਤ ਵੱਲੋਂ ਦਿੱਤੇ ਹੁਕਮਨਾਮੇ ਦੀ ਉਲੰਘਣਾ ਕੀਤੀ ਗਈ ਹੈ। ਸਿੱਖ ਪੰਥ ਦੀ ਮਰਿਆਦਾ ਨੂੰ ਢਾਹ ਲਾਉਣ ਵਾਲੇ ਆਗੂਆਂ ਨੂੰ ਕੋਈ ਹੱਕ ਨਹੀਂ ਕਿ ਉਹ ਮੀਟਿੰਗਾਂ ਜਾਂ ਕਾਨਫਰੰਸਾਂ ਕਰਨ। ਸਿੱਖ ਵਿਚਾਰ ਸ. ਵਿਕਰਮ ਸਿੰਘ ਟਿਵਾਣਾ ਮੁੱਖ ਬੁਲਾਰਾ ਸ਼੍ਰੋਮਣੀ ਅਕਾਲੀ ਦਲ (ਅੰਮ੍ਰਿਤਸਰ) ਨੇ ਜਾਰੀ ਬਿਆਨ ਵਿਚ ਕਿਹਾ। 02 ਦਸੰਬਰ ਨੂੰ ਸ੍ਰੀ ਅਕਾਲ ਤਖ਼ਤ ਸਾਹਿਬ ਦੀ ਫ਼ਸੀਲ ਤੋਂ ਸਾਹਮਣੇ ਬਾਦਲ ਦਲੀਆਂ ਅਤੇ ਬਾਗੀ ਧੜੇ ਦੇ ਸਮੂਹ ਕੁਤਾਹੀਆਂ ਵਰਕਿੰਗ ਕਮੇਟੀ ਦੀ ਮੀਟਿੰਗ ਵਿਚ ਸ੍ਰੀ ਅਕਾਲ ਤਖ਼ਤ ਵੱਲੋਂ ਦਿੱਤੇ ਹੁਕਮਨਾਮੇ ਦੀ ਉਲੰਘਣਾ ਕੀਤੀ ਗਈ ਹੈ। ਸਿੱਖ ਪੰਥ ਦੀ ਮਰਿਆਦਾ ਨੂੰ ਢਾਹ ਲਾਉਣ ਵਾਲੇ ਆਗੂਆਂ ਨੂੰ ਕੋਈ ਹੱਕ ਨਹੀਂ ਕਿ ਉਹ ਮੀਟਿੰਗਾਂ ਜਾਂ ਕਾਨਫਰੰਸਾਂ ਕਰਨ। ਸਿੱਖ ਵਿਚਾਰ ਸ. ਵਿਕਰਮ ਸਿੰਘ ਟਿਵਾਣਾ ਮੁੱਖ ਬੁਲਾਰਾ ਸ਼੍ਰੋਮਣੀ ਅਕਾਲੀ ਦਲ (ਅੰਮ੍ਰਿਤਸਰ) ਨੇ ਜਾਰੀ ਬਿਆਨ ਵਿਚ ਕਿਹਾ। 02 ਦਸੰਬਰ ਨੂੰ ਸ੍ਰੀ ਅਕਾਲ ਤਖ਼ਤ ਸਾਹਿਬ ਦੀ ਫ਼ਸੀਲ ਤੋਂ ਸਾਹਮਣੇ ਬਾਦਲ ਦਲੀਆਂ ਅਤੇ ਬਾਗੀ ਧੜੇ ਦੇ ਸਮੂਹ ਕੁਤਾਹੀਆਂ ਵਰਕਿੰਗ ਕਮੇਟੀ ਦੀ ਮੀਟਿੰਗ ਵਿਚ ਸ੍ਰੀ ਅਕਾਲ ਤਖ਼ਤ ਵੱਲੋਂ ਦਿੱਤੇ ਹੁਕਮਨਾਮੇ ਦੀ ਉਲੰਘਣਾ ਕੀਤੀ ਗਈ ਹੈ। ਸਿੱਖ ਪੰਥ ਦੀ ਮਰਿਆਦਾ ਨੂੰ ਢਾਹ ਲਾਉਣ ਵਾਲੇ ਆਗੂਆਂ ਨੂੰ ਕੋਈ ਹੱਕ ਨਹੀਂ ਕਿ ਉਹ ਮੀਟਿੰਗਾਂ ਜਾਂ ਕਾਨਫਰੰਸਾਂ ਕਰਨ। ਸਿੱਖ ਵਿਚਾਰ ਸ. ਵਿਕਰਮ ਸਿੰਘ ਟਿਵਾਣਾ ਮੁੱਖ ਬੁਲਾਰਾ ਸ਼੍ਰੋਮਣੀ ਅਕਾਲੀ ਦਲ (ਅੰਮ੍ਰਿਤਸਰ) ਨੇ ਜਾਰੀ ਬਿਆਨ ਵਿਚ ਕਿਹਾ। 02 ਦਸੰਬਰ ਨੂੰ ਸ੍ਰੀ ਅਕਾਲ ਤਖ਼ਤ ਸਾਹਿਬ ਦੀ ਫ਼ਸੀਲ ਤੋਂ ਸਾਹਮਣੇ ਬਾਦਲ ਦਲੀਆਂ ਅਤੇ ਬਾਗੀ ਧੜੇ ਦੇ ਸਮੂਹ ਕੁਤਾਹੀਆਂ ਵਰਕਿੰਗ ਕਮੇਟੀ ਦੀ ਮੀਟਿੰਗ ਵਿਚ ਸ੍ਰੀ ਅਕਾਲ ਤਖ਼ਤ ਵੱਲੋਂ ਦਿੱਤੇ ਹੁਕਮਨਾਮੇ ਦੀ ਉਲੰਘਣਾ ਕੀਤੀ ਗਈ ਹੈ। ਸਿੱਖ ਪੰਥ ਦੀ ਮਰਿਆਦਾ ਨੂੰ ਢਾਹ ਲਾਉਣ ਵਾਲੇ ਆਗੂਆਂ ਨੂੰ ਕੋਈ ਹੱਕ ਨਹੀਂ ਕਿ ਉਹ ਮੀਟਿੰਗਾਂ ਜਾਂ ਕਾਨਫਰੰਸਾਂ ਕਰਨ। ਸਿੱਖ ਵਿਚਾਰ ਸ. ਵਿਕਰਮ ਸਿੰਘ ਟਿਵਾਣਾ ਮੁੱਖ ਬੁਲਾਰਾ ਸ਼੍ਰੋਮਣੀ ਅਕਾਲੀ ਦਲ (ਅੰਮ੍ਰਿਤਸਰ) ਨੇ ਜਾਰੀ ਬਿਆਨ ਵਿਚ ਕਿਹਾ। 02 ਦਸੰਬਰ ਨੂੰ ਸ੍ਰੀ ਅਕਾਲ ਤਖ਼ਤ ਸਾਹਿਬ ਦੀ ਫ਼ਸੀਲ ਤੋਂ ਸਾਹਮਣੇ ਬਾਦਲ ਦਲੀਆਂ ਅਤੇ ਬਾਗੀ ਧੜੇ ਦੇ ਸਮੂਹ ਕੁਤਾਹੀਆਂ ਵਰਕਿੰਗ ਕਮੇਟੀ ਦੀ ਮੀਟਿੰਗ ਵਿਚ ਸ੍ਰੀ ਅਕਾਲ ਤਖ਼ਤ ਵੱਲੋਂ ਦਿੱਤੇ ਹੁਕਮਨਾਮੇ ਦੀ ਉਲੰਘਣਾ ਕੀਤੀ ਗਈ ਹੈ। ਸਿੱਖ ਪੰਥ ਦੀ ਮਰਿਆਦਾ ਨੂੰ ਢਾਹ ਲਾਉਣ ਵਾਲੇ ਆਗੂਆਂ ਨੂੰ ਕੋਈ ਹੱਕ ਨਹੀਂ ਕਿ ਉਹ ਮੀਟਿੰਗਾਂ ਜਾਂ ਕਾਨਫਰੰਸਾਂ ਕਰਨ। ਸਿੱਖ ਵਿਚਾਰ ਸ. ਵਿਕਰਮ ਸਿੰਘ ਟਿਵਾਣਾ ਮੁੱਖ ਬੁਲਾਰਾ ਸ਼੍ਰੋਮਣੀ ਅਕਾਲੀ ਦਲ (ਅੰਮ੍ਰਿਤਸਰ) ਨੇ ਜਾਰੀ ਬਿਆਨ ਵਿਚ ਕਿਹਾ। 02 ਦਸੰਬਰ ਨੂੰ ਸ੍ਰੀ ਅਕਾਲ ਤਖ਼ਤ ਸਾਹਿਬ ਦੀ ਫ਼ਸੀਲ ਤੋਂ ਸਾਹਮਣੇ ਬਾਦਲ ਦਲੀਆਂ ਅਤੇ ਬਾਗੀ ਧੜੇ ਦੇ ਸਮੂਹ ਕੁਤਾਹੀਆਂ ਵਰਕਿੰਗ ਕਮੇਟੀ ਦੀ ਮੀਟਿੰਗ ਵਿਚ ਸ੍ਰੀ ਅਕਾਲ ਤਖ਼ਤ ਵੱਲੋਂ ਦਿੱਤੇ ਹੁਕਮਨਾਮੇ ਦੀ ਉਲੰਘਣਾ ਕੀਤੀ ਗਈ ਹੈ। ਸਿੱਖ ਪੰਥ ਦੀ ਮਰਿਆਦਾ ਨੂੰ ਢਾਹ ਲਾਉਣ ਵਾਲੇ ਆਗੂਆਂ ਨੂੰ ਕੋਈ ਹੱਕ ਨਹੀਂ ਕਿ ਉਹ ਮੀਟਿੰਗਾਂ ਜਾਂ ਕਾਨਫਰੰਸਾਂ ਕਰਨ। ਸਿੱਖ ਵਿਚਾਰ ਸ. ਵਿਕਰਮ ਸਿੰਘ ਟਿਵਾਣਾ ਮੁੱਖ ਬੁਲਾਰਾ ਸ਼੍ਰੋਮਣੀ ਅਕਾਲੀ ਦਲ (ਅੰਮ੍ਰਿਤਸਰ) ਨੇ ਜਾਰੀ ਬਿਆਨ ਵਿਚ ਕਿਹਾ। 02 ਦਸੰਬਰ ਨੂੰ ਸ੍ਰੀ ਅਕਾਲ ਤਖ਼ਤ ਸਾਹਿਬ ਦੀ ਫ਼ਸੀਲ ਤੋਂ ਸਾਹਮਣੇ ਬਾਦਲ ਦਲੀਆਂ ਅਤੇ ਬਾਗੀ ਧੜੇ ਦੇ ਸਮੂਹ ਕੁਤਾਹੀਆਂ ਵਰਕਿੰਗ ਕਮੇਟੀ ਦੀ ਮੀਟਿੰਗ ਵਿਚ ਸ੍ਰੀ ਅਕਾਲ ਤਖ਼ਤ ਵੱਲੋਂ ਦਿੱਤੇ ਹੁਕਮਨਾਮੇ ਦੀ ਉਲੰਘਣਾ ਕੀਤੀ ਗਈ ਹੈ। ਸਿੱਖ ਪੰਥ ਦੀ ਮਰਿਆਦਾ ਨੂੰ ਢਾਹ ਲਾਉਣ ਵਾਲੇ ਆਗੂਆਂ ਨੂੰ ਕੋਈ ਹੱਕ ਨਹੀਂ ਕਿ ਉਹ ਮੀਟਿੰਗਾਂ ਜਾਂ ਕਾਨਫਰੰਸਾਂ ਕਰਨ। ਸਿੱਖ ਵਿਚਾਰ ਸ. ਵਿਕਰਮ ਸਿੰਘ ਟਿਵਾਣਾ ਮੁੱਖ ਬੁਲਾਰਾ ਸ਼੍ਰੋਮਣੀ ਅਕਾਲੀ ਦਲ (ਅੰਮ੍ਰਿਤਸਰ) ਨੇ ਜਾਰੀ ਬਿਆਨ ਵਿਚ ਕਿਹਾ।: [234, 103, 594, 481]
ashram-body: ਬਾਬਾ ਪੁਰਾਣਾ, 11 ਜਨਵਰੀ (ਨਿਰਮਲ ਸਿੰਘ) - ਸੰਤ ਬਾਬਾ ਗੁਰਦੀਪ ਸਿੰਘ ਜੀ ਦੀ ਰਹਿਨੁਮਾਈ ਹੇਠ ਬਿਰਧ ਆਸ਼ਰਮ ਵਿਖੇ ਬਜ਼ੁਰਗਾਂ ਨੂੰ ਗਰਮ ਕੱਪੜੇ ਵੰਡੇ ਗਏ। ਇਸ ਮੌਕੇ ਸੰਤ ਬਾਬਾ ਗੁਰਦੀਪ ਸਿੰਘ ਜੀ ਨੇ ਕਿਹਾ ਕਿ ਬਜ਼ੁਰਗਾਂ ਦੀ ਸੇਵਾ ਸਭ ਤੋਂ ਵੱਡੀ ਸੇਵਾ ਹੈ। ਇਸ ਮੌਕੇ ਪਿੰਡ ਦੇ ਪਤਵੰਤੇ ਸੱਜਣ, ਸੇਵਾਦਾਰ ਅਤੇ ਸੰਗਤਾਂ ਵੱਡੀ ਗਿਣਤੀ ਵਿਚ ਹਾਜ਼ਰ ਸਨ। ਬਾਬਾ ਪੁਰਾਣਾ, 11 ਜਨਵਰੀ (ਨਿਰਮਲ ਸਿੰਘ) - ਸੰਤ ਬਾਬਾ ਗੁਰਦੀਪ ਸਿੰਘ ਜੀ ਦੀ ਰਹਿਨੁਮਾਈ ਹੇਠ ਬਿਰਧ ਆਸ਼ਰਮ ਵਿਖੇ ਬਜ਼ੁਰਗਾਂ ਨੂੰ ਗਰਮ ਕੱਪੜੇ ਵੰਡੇ ਗਏ। ਇਸ ਮੌਕੇ ਸੰਤ ਬਾਬਾ ਗੁਰਦੀਪ ਸਿੰਘ ਜੀ ਨੇ ਕਿਹਾ ਕਿ ਬਜ਼ੁਰਗਾਂ ਦੀ ਸੇਵਾ ਸਭ ਤੋਂ ਵੱਡੀ ਸੇਵਾ ਹੈ। ਇਸ ਮੌਕੇ ਪਿੰਡ ਦੇ ਪਤਵੰਤੇ ਸੱਜਣ, ਸੇਵਾਦਾਰ ਅਤੇ ਸੰਗਤਾਂ ਵੱਡੀ ਗਿਣਤੀ ਵਿਚ ਹਾਜ਼ਰ ਸਨ। ਬਾਬਾ ਪੁਰਾਣਾ, 11 ਜਨਵਰੀ (ਨਿਰਮਲ ਸਿੰਘ) - ਸੰਤ ਬਾਬਾ ਗੁਰਦੀਪ ਸਿੰਘ ਜੀ ਦੀ ਰਹਿਨੁਮਾਈ ਹੇਠ ਬਿਰਧ ਆਸ਼ਰਮ ਵਿਖੇ ਬਜ਼ੁਰਗਾਂ ਨੂੰ ਗਰਮ ਕੱਪੜੇ ਵੰਡੇ ਗਏ। ਇਸ ਮੌਕੇ ਸੰਤ ਬਾਬਾ ਗੁਰਦੀਪ ਸਿੰਘ ਜੀ ਨੇ ਕਿਹਾ ਕਿ ਬਜ਼ੁਰਗਾਂ ਦੀ ਸੇਵਾ ਸਭ ਤੋਂ ਵੱਡੀ ਸੇਵਾ ਹੈ। ਇਸ ਮੌਕੇ ਪਿੰਡ ਦੇ ਪਤਵੰਤੇ ਸੱਜਣ, ਸੇਵਾਦਾਰ ਅਤੇ ਸੰਗਤਾਂ ਵੱਡੀ ਗਿਣਤੀ ਵਿਚ ਹਾਜ਼ਰ ਸਨ। ਬਾਬਾ ਪੁਰਾਣਾ, 11 ਜਨਵਰੀ (ਨਿਰਮਲ ਸਿੰਘ) - ਸੰਤ ਬਾਬਾ ਗੁਰਦੀਪ ਸਿੰਘ ਜੀ ਦੀ ਰਹਿਨੁਮਾਈ ਹੇਠ ਬਿਰਧ ਆਸ਼ਰਮ ਵਿਖੇ ਬਜ਼ੁਰਗਾਂ ਨੂੰ ਗਰਮ ਕੱਪੜੇ ਵੰਡੇ ਗਏ। ਇਸ ਮੌਕੇ ਸੰਤ ਬਾਬਾ ਗੁਰਦੀਪ ਸਿੰਘ ਜੀ ਨੇ ਕਿਹਾ ਕਿ ਬਜ਼ੁਰਗਾਂ ਦੀ ਸੇਵਾ ਸਭ ਤੋਂ ਵੱਡੀ ਸੇਵਾ ਹੈ। ਇਸ ਮੌਕੇ ਪਿੰਡ ਦੇ ਪਤਵੰਤੇ ਸੱਜਣ, ਸੇਵਾਦਾਰ ਅਤੇ ਸੰਗਤਾਂ ਵੱਡੀ ਗਿਣਤੀ ਵਿਚ ਹਾਜ਼ਰ ਸਨ। ਬਾਬਾ ਪੁਰਾਣਾ, 11 ਜਨਵਰੀ (ਨਿਰਮਲ ਸਿੰਘ) - ਸੰਤ ਬਾਬਾ ਗੁਰਦੀਪ ਸਿੰਘ ਜੀ ਦੀ ਰਹਿਨੁਮਾਈ ਹੇਠ ਬਿਰਧ ਆਸ਼ਰਮ ਵਿਖੇ ਬਜ਼ੁਰਗਾਂ ਨੂੰ ਗਰਮ ਕੱਪੜੇ ਵੰਡੇ ਗਏ। ਇਸ ਮੌਕੇ ਸੰਤ ਬਾਬਾ ਗੁਰਦੀਪ ਸਿੰਘ ਜੀ ਨੇ ਕਿਹਾ ਕਿ ਬਜ਼ੁਰਗਾਂ ਦੀ ਸੇਵਾ ਸਭ ਤੋਂ ਵੱਡੀ ਸੇਵਾ ਹੈ। ਇਸ ਮੌਕੇ ਪਿੰਡ ਦੇ ਪਤਵੰਤੇ ਸੱਜਣ, ਸੇਵਾਦਾਰ ਅਤੇ ਸੰਗਤਾਂ ਵੱਡੀ ਗਿਣਤੀ ਵਿਚ ਹਾਜ਼ਰ ਸਨ। ਬਾਬਾ ਪੁਰਾਣਾ, 11 ਜਨਵਰੀ (ਨਿਰਮਲ ਸਿੰਘ) - ਸੰਤ ਬਾਬਾ ਗੁਰਦੀਪ ਸਿੰਘ ਜੀ ਦੀ ਰਹਿਨੁਮਾਈ ਹੇਠ ਬਿਰਧ ਆਸ਼ਰਮ ਵਿਖੇ ਬਜ਼ੁਰਗਾਂ ਨੂੰ ਗਰਮ ਕੱਪੜੇ ਵੰਡੇ ਗਏ। ਇਸ ਮੌਕੇ ਸੰਤ ਬਾਬਾ ਗੁਰਦੀਪ ਸਿੰਘ ਜੀ ਨੇ ਕਿਹਾ ਕਿ ਬਜ਼ੁਰਗਾਂ ਦੀ ਸੇਵਾ ਸਭ ਤੋਂ ਵੱਡੀ ਸੇਵਾ ਹੈ। ਇਸ ਮੌਕੇ ਪਿੰਡ ਦੇ ਪਤਵੰਤੇ ਸੱਜਣ, ਸੇਵਾਦਾਰ ਅਤੇ ਸੰਗਤਾਂ ਵੱਡੀ ਗਿਣਤੀ ਵਿਚ ਹਾਜ਼ਰ ਸਨ।: [234, 719, 472, 917]
rajwinder-photo: [60, 459, 112, 549]
section-divider: [232, 932, 944, 933]
issue-date: ਐਤਵਾਰ, 12 ਜਨਵਰੀ 2025: [46, 14, 161, 25]
annadata-byline: - ਵਿਚਾਰ ਸਿੰਘ ਖੁੱਡੀ ਕਲਾਂ: [572, 1471, 638, 1479]
masthead-logo: [765, 4, 942, 36]
dallewal-article: [4, 1073, 228, 1489]
effigy-burning-photo: [4, 1391, 228, 1489]
logo-part3: ਪਹਿਰੇਦਾਰ: [859, 6, 942, 31]
moga-headline: ਤੀਰਥ ਮਾਹਲਾ ਅਤੇ ਰਾਜਵਿੰਦਰ ਧਰਮਕੋਟ ਮੋਗਾ ਜ਼ਿਲ੍ਹੇ ਦੇ ਅਬਜ਼ਰਵਰ ਨਿਯੁਕਤ: [13, 422, 219, 455]
dallewal-body: ਸ੍ਰੀ ਮੁਕਤਸਰ ਸਾਹਿਬ, 11 ਜਨਵਰੀ - ਕਿਸਾਨ ਆਗੂ ਜਗਜੀਤ ਸਿੰਘ ਡੱਲੇਵਾਲ ਦੀ ਵਿਗੜਦੀ ਸਿਹਤ ਨੂੰ ਲੈ ਕੇ ਕਿਸਾਨ ਜਥੇਬੰਦੀਆਂ ਵੱਲੋਂ ਕੇਂਦਰ ਸਰਕਾਰ ਦਾ ਪੁਤਲਾ ਫੂਕਿਆ ਗਿਆ। ਆਗੂਆਂ ਨੇ ਕਿਹਾ ਕਿ ਜੇਕਰ ਡੱਲੇਵਾਲ ਦੀ ਸਿਹਤ ਨਾਲ ਕੁਝ ਗਲਤ ਹੁੰਦਾ ਹੈ ਤਾਂ ਇਸ ਦੀ ਜ਼ਿੰਮੇਵਾਰੀ ਕੇਂਦਰ ਦੀ ਸਮੁੱਚੀ ਕੈਬਨਿਟ ਦੀ ਹੋਵੇਗੀ। ਸ੍ਰੀ ਮੁਕਤਸਰ ਸਾਹਿਬ, 11 ਜਨਵਰੀ - ਕਿਸਾਨ ਆਗੂ ਜਗਜੀਤ ਸਿੰਘ ਡੱਲੇਵਾਲ ਦੀ ਵਿਗੜਦੀ ਸਿਹਤ ਨੂੰ ਲੈ ਕੇ ਕਿਸਾਨ ਜਥੇਬੰਦੀਆਂ ਵੱਲੋਂ ਕੇਂਦਰ ਸਰਕਾਰ ਦਾ ਪੁਤਲਾ ਫੂਕਿਆ ਗਿਆ। ਆਗੂਆਂ ਨੇ ਕਿਹਾ ਕਿ ਜੇਕਰ ਡੱਲੇਵਾਲ ਦੀ ਸਿਹਤ ਨਾਲ ਕੁਝ ਗਲਤ ਹੁੰਦਾ ਹੈ ਤਾਂ ਇਸ ਦੀ ਜ਼ਿੰਮੇਵਾਰੀ ਕੇਂਦਰ ਦੀ ਸਮੁੱਚੀ ਕੈਬਨਿਟ ਦੀ ਹੋਵੇਗੀ। ਸ੍ਰੀ ਮੁਕਤਸਰ ਸਾਹਿਬ, 11 ਜਨਵਰੀ - ਕਿਸਾਨ ਆਗੂ ਜਗਜੀਤ ਸਿੰਘ ਡੱਲੇਵਾਲ ਦੀ ਵਿਗੜਦੀ ਸਿਹਤ ਨੂੰ ਲੈ ਕੇ ਕਿਸਾਨ ਜਥੇਬੰਦੀਆਂ ਵੱਲੋਂ ਕੇਂਦਰ ਸਰਕਾਰ ਦਾ ਪੁਤਲਾ ਫੂਕਿਆ ਗਿਆ। ਆਗੂਆਂ ਨੇ ਕਿਹਾ ਕਿ ਜੇਕਰ ਡੱਲੇਵਾਲ ਦੀ ਸਿਹਤ ਨਾਲ ਕੁਝ ਗਲਤ ਹੁੰਦਾ ਹੈ ਤਾਂ ਇਸ ਦੀ ਜ਼ਿੰਮੇਵਾਰੀ ਕੇਂਦਰ ਦੀ ਸਮੁੱਚੀ ਕੈਬਨਿਟ ਦੀ ਹੋਵੇਗੀ। ਸ੍ਰੀ ਮੁਕਤਸਰ ਸਾਹਿਬ, 11 ਜਨਵਰੀ - ਕਿਸਾਨ ਆਗੂ ਜਗਜੀਤ ਸਿੰਘ ਡੱਲੇਵਾਲ ਦੀ ਵਿਗੜਦੀ ਸਿਹਤ ਨੂੰ ਲੈ ਕੇ ਕਿਸਾਨ ਜਥੇਬੰਦੀਆਂ ਵੱਲੋਂ ਕੇਂਦਰ ਸਰਕਾਰ ਦਾ ਪੁਤਲਾ ਫੂਕਿਆ ਗਿਆ। ਆਗੂਆਂ ਨੇ ਕਿਹਾ ਕਿ ਜੇਕਰ ਡੱਲੇਵਾਲ ਦੀ ਸਿਹਤ ਨਾਲ ਕੁਝ ਗਲਤ ਹੁੰਦਾ ਹੈ ਤਾਂ ਇਸ ਦੀ ਜ਼ਿੰਮੇਵਾਰੀ ਕੇਂਦਰ ਦੀ ਸਮੁੱਚੀ ਕੈਬਨਿਟ ਦੀ ਹੋਵੇਗੀ। ਸ੍ਰੀ ਮੁਕਤਸਰ ਸਾਹਿਬ, 11 ਜਨਵਰੀ - ਕਿਸਾਨ ਆਗੂ ਜਗਜੀਤ ਸਿੰਘ ਡੱਲੇਵਾਲ ਦੀ ਵਿਗੜਦੀ ਸਿਹਤ ਨੂੰ ਲੈ ਕੇ ਕਿਸਾਨ ਜਥੇਬੰਦੀਆਂ ਵੱਲੋਂ ਕੇਂਦਰ ਸਰਕਾਰ ਦਾ ਪੁਤਲਾ ਫੂਕਿਆ ਗਿਆ। ਆਗੂਆਂ ਨੇ ਕਿਹਾ ਕਿ ਜੇਕਰ ਡੱਲੇਵਾਲ ਦੀ ਸਿਹਤ ਨਾਲ ਕੁਝ ਗਲਤ ਹੁੰਦਾ ਹੈ ਤਾਂ ਇਸ ਦੀ ਜ਼ਿੰਮੇਵਾਰੀ ਕੇਂਦਰ ਦੀ ਸਮੁੱਚੀ ਕੈਬਨਿਟ ਦੀ ਹੋਵੇਗੀ। ਸ੍ਰੀ ਮੁਕਤਸਰ ਸਾਹਿਬ, 11 ਜਨਵਰੀ - ਕਿਸਾਨ ਆਗੂ ਜਗਜੀਤ ਸਿੰਘ ਡੱਲੇਵਾਲ ਦੀ ਵਿਗੜਦੀ ਸਿਹਤ ਨੂੰ ਲੈ ਕੇ ਕਿਸਾਨ ਜਥੇਬੰਦੀਆਂ ਵੱਲੋਂ ਕੇਂਦਰ ਸਰਕਾਰ ਦਾ ਪੁਤਲਾ ਫੂਕਿਆ ਗਿਆ। ਆਗੂਆਂ ਨੇ ਕਿਹਾ ਕਿ ਜੇਕਰ ਡੱਲੇਵਾਲ ਦੀ ਸਿਹਤ ਨਾਲ ਕੁਝ ਗਲਤ ਹੁੰਦਾ ਹੈ ਤਾਂ ਇਸ ਦੀ ਜ਼ਿੰਮੇਵਾਰੀ ਕੇਂਦਰ ਦੀ ਸਮੁੱਚੀ ਕੈਬਨਿਟ ਦੀ ਹੋਵੇਗੀ। ਸ੍ਰੀ ਮੁਕਤਸਰ ਸਾਹਿਬ, 11 ਜਨਵਰੀ - ਕਿਸਾਨ ਆਗੂ ਜਗਜੀਤ ਸਿੰਘ ਡੱਲੇਵਾਲ ਦੀ ਵਿਗੜਦੀ ਸਿਹਤ ਨੂੰ ਲੈ ਕੇ ਕਿਸਾਨ ਜਥੇਬੰਦੀਆਂ ਵੱਲੋਂ ਕੇਂਦਰ ਸਰਕਾਰ ਦਾ ਪੁਤਲਾ ਫੂਕਿਆ ਗਿਆ। ਆਗੂਆਂ ਨੇ ਕਿਹਾ ਕਿ ਜੇਕਰ ਡੱਲੇਵਾਲ ਦੀ ਸਿਹਤ ਨਾਲ ਕੁਝ ਗਲਤ ਹੁੰਦਾ ਹੈ ਤਾਂ ਇਸ ਦੀ ਜ਼ਿੰਮੇਵਾਰੀ ਕੇਂਦਰ ਦੀ ਸਮੁੱਚੀ ਕੈਬਨਿਟ ਦੀ ਹੋਵੇਗੀ। ਸ੍ਰੀ ਮੁਕਤਸਰ ਸਾਹਿਬ, 11 ਜਨਵਰੀ - ਕਿਸਾਨ ਆਗੂ ਜਗਜੀਤ ਸਿੰਘ ਡੱਲੇਵਾਲ ਦੀ ਵਿਗੜਦੀ ਸਿਹਤ ਨੂੰ ਲੈ ਕੇ ਕਿਸਾਨ ਜਥੇਬੰਦੀਆਂ ਵੱਲੋਂ ਕੇਂਦਰ ਸਰਕਾਰ ਦਾ ਪੁਤਲਾ ਫੂਕਿਆ ਗਿਆ। ਆਗੂਆਂ ਨੇ ਕਿਹਾ ਕਿ ਜੇਕਰ ਡੱਲੇਵਾਲ ਦੀ ਸਿਹਤ ਨਾਲ ਕੁਝ ਗਲਤ ਹੁੰਦਾ ਹੈ ਤਾਂ ਇਸ ਦੀ ਜ਼ਿੰਮੇਵਾਰੀ ਕੇਂਦਰ ਦੀ ਸਮੁੱਚੀ ਕੈਬਨਿਟ ਦੀ ਹੋਵੇਗੀ।: [4, 1126, 228, 1369]
badal-article: [234, 48, 708, 506]
zirakpur-subhead: ਸ਼੍ਰੋਮਣੀ ਅਕਾਲੀ ਦਲ ਦੇ 8 ਕੌਂਸਲਰ ਬੁੱਧਵਾਰ ਨੂੰ ਸ਼ਹਿਰ ਦੇ ਰੁਕੇ ਹੋਏ ਫੰਡਾਂ ਦੀ ਦੁਰਵਰਤੋਂ ਨੂੰ ਲੈ ਡੀ.ਸੀ. ਨਾਲ ਕਰਨਗੇ ਮੁਲਾਕਾਤ: [476, 548, 944, 587]
column-divider: [231, 46, 232, 1490]
bajakhana-photo: [3, 111, 228, 204]
column-divider: [710, 46, 711, 506]
registration-bar: [0, 1492, 945, 1507]
annadata-article: [234, 936, 708, 1489]
header-rule: [40, 37, 660, 42]
ashram-article: [234, 513, 472, 930]
moga-article: [4, 422, 228, 808]
badal-body-right: 02 ਦਸੰਬਰ ਨੂੰ ਸ੍ਰੀ ਅਕਾਲ ਤਖ਼ਤ ਸਾਹਿਬ ਦੀ ਫ਼ਸੀਲ ਤੋਂ ਸਾਹਮਣੇ ਬਾਦਲ ਦਲੀਆਂ ਅਤੇ ਬਾਗੀ ਧੜੇ ਦੇ ਸਮੂਹ ਕੁਤਾਹੀਆਂ ਵਰਕਿੰਗ ਕਮੇਟੀ ਦੀ ਮੀਟਿੰਗ ਵਿਚ ਸ੍ਰੀ ਅਕਾਲ ਤਖ਼ਤ ਵੱਲੋਂ ਦਿੱਤੇ ਹੁਕਮਨਾਮੇ ਦੀ ਉਲੰਘਣਾ ਕੀਤੀ ਗਈ ਹੈ। ਸਿੱਖ ਪੰਥ ਦੀ ਮਰਿਆਦਾ ਨੂੰ ਢਾਹ ਲਾਉਣ ਵਾਲੇ ਆਗੂਆਂ ਨੂੰ ਕੋਈ ਹੱਕ ਨਹੀਂ ਕਿ ਉਹ ਮੀਟਿੰਗਾਂ ਜਾਂ ਕਾਨਫਰੰਸਾਂ ਕਰਨ। ਸਿੱਖ ਵਿਚਾਰ ਸ. ਵਿਕਰਮ ਸਿੰਘ ਟਿਵਾਣਾ ਮੁੱਖ ਬੁਲਾਰਾ ਸ਼੍ਰੋਮਣੀ ਅਕਾਲੀ ਦਲ (ਅੰਮ੍ਰਿਤਸਰ) ਨੇ ਜਾਰੀ ਬਿਆਨ ਵਿਚ ਕਿਹਾ। 02 ਦਸੰਬਰ ਨੂੰ ਸ੍ਰੀ ਅਕਾਲ ਤਖ਼ਤ ਸਾਹਿਬ ਦੀ ਫ਼ਸੀਲ ਤੋਂ ਸਾਹਮਣੇ ਬਾਦਲ ਦਲੀਆਂ ਅਤੇ ਬਾਗੀ ਧੜੇ ਦੇ ਸਮੂਹ ਕੁਤਾਹੀਆਂ ਵਰਕਿੰਗ ਕਮੇਟੀ ਦੀ ਮੀਟਿੰਗ ਵਿਚ ਸ੍ਰੀ ਅਕਾਲ ਤਖ਼ਤ ਵੱਲੋਂ ਦਿੱਤੇ ਹੁਕਮਨਾਮੇ ਦੀ ਉਲੰਘਣਾ ਕੀਤੀ ਗਈ ਹੈ। ਸਿੱਖ ਪੰਥ ਦੀ ਮਰਿਆਦਾ ਨੂੰ ਢਾਹ ਲਾਉਣ ਵਾਲੇ ਆਗੂਆਂ ਨੂੰ ਕੋਈ ਹੱਕ ਨਹੀਂ ਕਿ ਉਹ ਮੀਟਿੰਗਾਂ ਜਾਂ ਕਾਨਫਰੰਸਾਂ ਕਰਨ। ਸਿੱਖ ਵਿਚਾਰ ਸ. ਵਿਕਰਮ ਸਿੰਘ ਟਿਵਾਣਾ ਮੁੱਖ ਬੁਲਾਰਾ ਸ਼੍ਰੋਮਣੀ ਅਕਾਲੀ ਦਲ (ਅੰਮ੍ਰਿਤਸਰ) ਨੇ ਜਾਰੀ ਬਿਆਨ ਵਿਚ ਕਿਹਾ। 02 ਦਸੰਬਰ ਨੂੰ ਸ੍ਰੀ ਅਕਾਲ ਤਖ਼ਤ ਸਾਹਿਬ ਦੀ ਫ਼ਸੀਲ ਤੋਂ ਸਾਹਮਣੇ ਬਾਦਲ ਦਲੀਆਂ ਅਤੇ ਬਾਗੀ ਧੜੇ ਦੇ ਸਮੂਹ ਕੁਤਾਹੀਆਂ ਵਰਕਿੰਗ ਕਮੇਟੀ ਦੀ ਮੀਟਿੰਗ ਵਿਚ ਸ੍ਰੀ ਅਕਾਲ ਤਖ਼ਤ ਵੱਲੋਂ ਦਿੱਤੇ ਹੁਕਮਨਾਮੇ ਦੀ ਉਲੰਘਣਾ ਕੀਤੀ ਗਈ ਹੈ। ਸਿੱਖ ਪੰਥ ਦੀ ਮਰਿਆਦਾ ਨੂੰ ਢਾਹ ਲਾਉਣ ਵਾਲੇ ਆਗੂਆਂ ਨੂੰ ਕੋਈ ਹੱਕ ਨਹੀਂ ਕਿ ਉਹ ਮੀਟਿੰਗਾਂ ਜਾਂ ਕਾਨਫਰੰਸਾਂ ਕਰਨ। ਸਿੱਖ ਵਿਚਾਰ ਸ. ਵਿਕਰਮ ਸਿੰਘ ਟਿਵਾਣਾ ਮੁੱਖ ਬੁਲਾਰਾ ਸ਼੍ਰੋਮਣੀ ਅਕਾਲੀ ਦਲ (ਅੰਮ੍ਰਿਤਸਰ) ਨੇ ਜਾਰੀ ਬਿਆਨ ਵਿਚ ਕਿਹਾ।: [598, 103, 708, 382]
sukhbir-body-top: ਸ਼੍ਰੋਮਣੀ ਅਕਾਲੀ ਦਲ ਦੀ ਸਥਾਪਨਾ ਅਕਾਲ ਤਖ਼ਤ ਸਾਹਿਬ ਉੱਪਰ ਹੋਈ ਸੀ ਅਤੇ ਇਸ ਦਾ ਮਕਸਦ ਪੰਥ ਦੀ ਚੜ੍ਹਦੀ ਕਲਾ ਸੀ। ਮਾਘੀ ਦੇ ਮੇਲੇ ਮੌਕੇ ਸ੍ਰੀ ਮੁਕਤਸਰ ਸਾਹਿਬ ਵਿਖੇ ਕਾਨਫਰੰਸ ਕਰਨ ਦੀ ਰਵਾਇਤ ਰਹੀ ਹੈ। ਖਿਦਰਾਣੇ ਦੀ ਢਾਬ ਉਹ ਅਸਥਾਨ ਹੈ ਜਿਥੇ ਗੁਰੂ ਤੋਂ ਬੇਦਾਵਾ ਦੇ ਕੇ ਗਏ ਚਾਲੀ ਸਿੰਘਾਂ ਨੂੰ ਗੁਰੂ ਸਾਹਿਬ ਨੇ ਮੁਕਤੇ ਕਹਿ ਕੇ ਟੁੱਟੀ ਗੰਢੀ ਸੀ।: [713, 984, 853, 1037]
sewerage-street-photo: [713, 46, 943, 148]
sangat-mandi-caption: ਸੰਗਤ ਮੰਡੀ ਦਾ ਸੀਵਰੇਜ ਰਾਜਨੀਤੀ ਦੀ ਭੇਟ ਚੜ੍ਹਕੇ, ਬੰਦ ਹੋਣ ਕਿਨਾਰੇ..!: [713, 151, 920, 174]
logo-part2: ਦਾ: [838, 13, 852, 29]
farmer-body: ਫ਼ਤਹਿਗੜ੍ਹ ਸਾਹਿਬ, 11 ਜਨਵਰੀ (ਸ਼ੰਭੂ ਬਾਰਡਰ) - ਕਿਸਾਨਾਂ ਮੋਰਚੇ ਦੀ ਪ੍ਰਕਿਰਿਆ ਨੂੰ 48 ਦਿਨਾਂ ਤੋਂ ਕਿਸਾਨ ਆਗੂ ਸ. ਜਗਜੀਤ ਸਿੰਘ ਡੱਲੇਵਾਲ ਭੁੱਖ ਹੜਤਾਲ 'ਤੇ ਹਨ। ਇਸ ਦੌਰਾਨ ਸ਼ੰਭੂ ਬਾਰਡਰ 'ਤੇ ਇਕ ਹੋਰ ਕਿਸਾਨ ਨੇ ਖੁਦਕੁਸ਼ੀ ਕਰ ਲਈ, ਜੋ ਗੰਭੀਰ ਸੰਕੇਤ ਹੈ। ਸ. ਸਿਮਰਨਜੀਤ ਸਿੰਘ ਮਾਨ ਨੇ ਕਿਹਾ ਕਿ ਮੋਦੀ ਹਕੂਮਤ ਨੂੰ ਤੁਰੰਤ ਕਿਸਾਨਾਂ ਦੀਆਂ ਮੰਗਾਂ ਮੰਨਣੀਆਂ ਚਾਹੀਦੀਆਂ ਹਨ। ਫ਼ਤਹਿਗੜ੍ਹ ਸਾਹਿਬ, 11 ਜਨਵਰੀ (ਸ਼ੰਭੂ ਬਾਰਡਰ) - ਕਿਸਾਨਾਂ ਮੋਰਚੇ ਦੀ ਪ੍ਰਕਿਰਿਆ ਨੂੰ 48 ਦਿਨਾਂ ਤੋਂ ਕਿਸਾਨ ਆਗੂ ਸ. ਜਗਜੀਤ ਸਿੰਘ ਡੱਲੇਵਾਲ ਭੁੱਖ ਹੜਤਾਲ 'ਤੇ ਹਨ। ਇਸ ਦੌਰਾਨ ਸ਼ੰਭੂ ਬਾਰਡਰ 'ਤੇ ਇਕ ਹੋਰ ਕਿਸਾਨ ਨੇ ਖੁਦਕੁਸ਼ੀ ਕਰ ਲਈ, ਜੋ ਗੰਭੀਰ ਸੰਕੇਤ ਹੈ। ਸ. ਸਿਮਰਨਜੀਤ ਸਿੰਘ ਮਾਨ ਨੇ ਕਿਹਾ ਕਿ ਮੋਦੀ ਹਕੂਮਤ ਨੂੰ ਤੁਰੰਤ ਕਿਸਾਨਾਂ ਦੀਆਂ ਮੰਗਾਂ ਮੰਨਣੀਆਂ ਚਾਹੀਦੀਆਂ ਹਨ। ਫ਼ਤਹਿਗੜ੍ਹ ਸਾਹਿਬ, 11 ਜਨਵਰੀ (ਸ਼ੰਭੂ ਬਾਰਡਰ) - ਕਿਸਾਨਾਂ ਮੋਰਚੇ ਦੀ ਪ੍ਰਕਿਰਿਆ ਨੂੰ 48 ਦਿਨਾਂ ਤੋਂ ਕਿਸਾਨ ਆਗੂ ਸ. ਜਗਜੀਤ ਸਿੰਘ ਡੱਲੇਵਾਲ ਭੁੱਖ ਹੜਤਾਲ 'ਤੇ ਹਨ। ਇਸ ਦੌਰਾਨ ਸ਼ੰਭੂ ਬਾਰਡਰ 'ਤੇ ਇਕ ਹੋਰ ਕਿਸਾਨ ਨੇ ਖੁਦਕੁਸ਼ੀ ਕਰ ਲਈ, ਜੋ ਗੰਭੀਰ ਸੰਕੇਤ ਹੈ। ਸ. ਸਿਮਰਨਜੀਤ ਸਿੰਘ ਮਾਨ ਨੇ ਕਿਹਾ ਕਿ ਮੋਦੀ ਹਕੂਮਤ ਨੂੰ ਤੁਰੰਤ ਕਿਸਾਨਾਂ ਦੀਆਂ ਮੰਗਾਂ ਮੰਨਣੀਆਂ ਚਾਹੀਦੀਆਂ ਹਨ।: [4, 958, 228, 1066]
sukhbir-article: [713, 936, 944, 1489]
annadata-headline: ਕਿਤੇ ਸਰਕਾਰਾਂ ਦੇ ਮੱਥੇ ਦਾ ਕਲੰਕ ਨਾ ਬਣ ਜਾਵੇ ਅੰਨ ਬਾਝੋਂ ਅੰਨਦਾਤੇ ਦੀ ਸ਼ਹਾਦਤ !: [260, 936, 682, 977]
ashram-photo-banner: ਮੁੱਖ ਪ੍ਰਬੰਧਕ ਸੰਤ ਬਾਬਾ ਨਛੱਤਰ ਸਿੰਘ ਜੀ: [275, 620, 431, 632]
badal-byline: - ਵਿਕਰਮ ਸਿੰਘ ਟਿਵਾਣਾ: [610, 480, 651, 497]
annadata-body: ਕਿਸੇ ਵੀ ਮੁਲਕ ਦੇ ਨਾਗਰਿਕਾਂ ਵੱਲੋਂ ਕੀਤੇ ਜਾਂਦੇ ਸ਼ਾਂਤਮਈ ਸੰਘਰਸ਼ ਪ੍ਰਤੀ ਸਰਕਾਰਾਂ ਦਾ ਰਵੱਈਆ ਸੰਵੇਦਨਸ਼ੀਲ ਹੋਣਾ ਚਾਹੀਦਾ ਹੈ। ਕਿਸਾਨ ਆਗੂ ਜਗਜੀਤ ਸਿੰਘ ਡੱਲੇਵਾਲ ਲੰਮੇ ਸਮੇਂ ਤੋਂ ਮਰਨ ਵਰਤ 'ਤੇ ਬੈਠੇ ਹਨ ਪਰ ਸਰਕਾਰਾਂ ਚੁੱਪ ਧਾਰੀ ਬੈਠੀਆਂ ਹਨ। ਲੋਕਤੰਤਰ ਵਿਚ ਨਾਗਰਿਕਾਂ ਦੀਆਂ ਮੰਗਾਂ ਪ੍ਰਤੀ ਸੁਹਿਰਦ ਪਹੁੰਚ ਅਪਣਾਉਣੀ ਸਮੇਂ ਦੀ ਲੋੜ ਹੈ। ਸਿੱਧੂ ਸਿੱਧੂ ਡੱਲੇਵਾਲ ਦੇ ਮਰਨ ਵਰਤ ਦੇ ਦਿਨ ਬੀਤ ਰਹੇ ਹਨ। ਕਿਸੇ ਵੀ ਮੁਲਕ ਦੇ ਨਾਗਰਿਕਾਂ ਵੱਲੋਂ ਕੀਤੇ ਜਾਂਦੇ ਸ਼ਾਂਤਮਈ ਸੰਘਰਸ਼ ਪ੍ਰਤੀ ਸਰਕਾਰਾਂ ਦਾ ਰਵੱਈਆ ਸੰਵੇਦਨਸ਼ੀਲ ਹੋਣਾ ਚਾਹੀਦਾ ਹੈ। ਕਿਸਾਨ ਆਗੂ ਜਗਜੀਤ ਸਿੰਘ ਡੱਲੇਵਾਲ ਲੰਮੇ ਸਮੇਂ ਤੋਂ ਮਰਨ ਵਰਤ 'ਤੇ ਬੈਠੇ ਹਨ ਪਰ ਸਰਕਾਰਾਂ ਚੁੱਪ ਧਾਰੀ ਬੈਠੀਆਂ ਹਨ। ਲੋਕਤੰਤਰ ਵਿਚ ਨਾਗਰਿਕਾਂ ਦੀਆਂ ਮੰਗਾਂ ਪ੍ਰਤੀ ਸੁਹਿਰਦ ਪਹੁੰਚ ਅਪਣਾਉਣੀ ਸਮੇਂ ਦੀ ਲੋੜ ਹੈ। ਸਿੱਧੂ ਸਿੱਧੂ ਡੱਲੇਵਾਲ ਦੇ ਮਰਨ ਵਰਤ ਦੇ ਦਿਨ ਬੀਤ ਰਹੇ ਹਨ। ਕਿਸੇ ਵੀ ਮੁਲਕ ਦੇ ਨਾਗਰਿਕਾਂ ਵੱਲੋਂ ਕੀਤੇ ਜਾਂਦੇ ਸ਼ਾਂਤਮਈ ਸੰਘਰਸ਼ ਪ੍ਰਤੀ ਸਰਕਾਰਾਂ ਦਾ ਰਵੱਈਆ ਸੰਵੇਦਨਸ਼ੀਲ ਹੋਣਾ ਚਾਹੀਦਾ ਹੈ। ਕਿਸਾਨ ਆਗੂ ਜਗਜੀਤ ਸਿੰਘ ਡੱਲੇਵਾਲ ਲੰਮੇ ਸਮੇਂ ਤੋਂ ਮਰਨ ਵਰਤ 'ਤੇ ਬੈਠੇ ਹਨ ਪਰ ਸਰਕਾਰਾਂ ਚੁੱਪ ਧਾਰੀ ਬੈਠੀਆਂ ਹਨ। ਲੋਕਤੰਤਰ ਵਿਚ ਨਾਗਰਿਕਾਂ ਦੀਆਂ ਮੰਗਾਂ ਪ੍ਰਤੀ ਸੁਹਿਰਦ ਪਹੁੰਚ ਅਪਣਾਉਣੀ ਸਮੇਂ ਦੀ ਲੋੜ ਹੈ। ਸਿੱਧੂ ਸਿੱਧੂ ਡੱਲੇਵਾਲ ਦੇ ਮਰਨ ਵਰਤ ਦੇ ਦਿਨ ਬੀਤ ਰਹੇ ਹਨ। ਕਿਸੇ ਵੀ ਮੁਲਕ ਦੇ ਨਾਗਰਿਕਾਂ ਵੱਲੋਂ ਕੀਤੇ ਜਾਂਦੇ ਸ਼ਾਂਤਮਈ ਸੰਘਰਸ਼ ਪ੍ਰਤੀ ਸਰਕਾਰਾਂ ਦਾ ਰਵੱਈਆ ਸੰਵੇਦਨਸ਼ੀਲ ਹੋਣਾ ਚਾਹੀਦਾ ਹੈ। ਕਿਸਾਨ ਆਗੂ ਜਗਜੀਤ ਸਿੰਘ ਡੱਲੇਵਾਲ ਲੰਮੇ ਸਮੇਂ ਤੋਂ ਮਰਨ ਵਰਤ 'ਤੇ ਬੈਠੇ ਹਨ ਪਰ ਸਰਕਾਰਾਂ ਚੁੱਪ ਧਾਰੀ ਬੈਠੀਆਂ ਹਨ। ਲੋਕਤੰਤਰ ਵਿਚ ਨਾਗਰਿਕਾਂ ਦੀਆਂ ਮੰਗਾਂ ਪ੍ਰਤੀ ਸੁਹਿਰਦ ਪਹੁੰਚ ਅਪਣਾਉਣੀ ਸਮੇਂ ਦੀ ਲੋੜ ਹੈ। ਸਿੱਧੂ ਸਿੱਧੂ ਡੱਲੇਵਾਲ ਦੇ ਮਰਨ ਵਰਤ ਦੇ ਦਿਨ ਬੀਤ ਰਹੇ ਹਨ। ਕਿਸੇ ਵੀ ਮੁਲਕ ਦੇ ਨਾਗਰਿਕਾਂ ਵੱਲੋਂ ਕੀਤੇ ਜਾਂਦੇ ਸ਼ਾਂਤਮਈ ਸੰਘਰਸ਼ ਪ੍ਰਤੀ ਸਰਕਾਰਾਂ ਦਾ ਰਵੱਈਆ ਸੰਵੇਦਨਸ਼ੀਲ ਹੋਣਾ ਚਾਹੀਦਾ ਹੈ। ਕਿਸਾਨ ਆਗੂ ਜਗਜੀਤ ਸਿੰਘ ਡੱਲੇਵਾਲ ਲੰਮੇ ਸਮੇਂ ਤੋਂ ਮਰਨ ਵਰਤ 'ਤੇ ਬੈਠੇ ਹਨ ਪਰ ਸਰਕਾਰਾਂ ਚੁੱਪ ਧਾਰੀ ਬੈਠੀਆਂ ਹਨ। ਲੋਕਤੰਤਰ ਵਿਚ ਨਾਗਰਿਕਾਂ ਦੀਆਂ ਮੰਗਾਂ ਪ੍ਰਤੀ ਸੁਹਿਰਦ ਪਹੁੰਚ ਅਪਣਾਉਣੀ ਸਮੇਂ ਦੀ ਲੋੜ ਹੈ। ਸਿੱਧੂ ਸਿੱਧੂ ਡੱਲੇਵਾਲ ਦੇ ਮਰਨ ਵਰਤ ਦੇ ਦਿਨ ਬੀਤ ਰਹੇ ਹਨ। ਕਿਸੇ ਵੀ ਮੁਲਕ ਦੇ ਨਾਗਰਿਕਾਂ ਵੱਲੋਂ ਕੀਤੇ ਜਾਂਦੇ ਸ਼ਾਂਤਮਈ ਸੰਘਰਸ਼ ਪ੍ਰਤੀ ਸਰਕਾਰਾਂ ਦਾ ਰਵੱਈਆ ਸੰਵੇਦਨਸ਼ੀਲ ਹੋਣਾ ਚਾਹੀਦਾ ਹੈ। ਕਿਸਾਨ ਆਗੂ ਜਗਜੀਤ ਸਿੰਘ ਡੱਲੇਵਾਲ ਲੰਮੇ ਸਮੇਂ ਤੋਂ ਮਰਨ ਵਰਤ 'ਤੇ ਬੈਠੇ ਹਨ ਪਰ ਸਰਕਾਰਾਂ ਚੁੱਪ ਧਾਰੀ ਬੈਠੀਆਂ ਹਨ। ਲੋਕਤੰਤਰ ਵਿਚ ਨਾਗਰਿਕਾਂ ਦੀਆਂ ਮੰਗਾਂ ਪ੍ਰਤੀ ਸੁਹਿਰਦ ਪਹੁੰਚ ਅਪਣਾਉਣੀ ਸਮੇਂ ਦੀ ਲੋੜ ਹੈ। ਸਿੱਧੂ ਸਿੱਧੂ ਡੱਲੇਵਾਲ ਦੇ ਮਰਨ ਵਰਤ ਦੇ ਦਿਨ ਬੀਤ ਰਹੇ ਹਨ। ਕਿਸੇ ਵੀ ਮੁਲਕ ਦੇ ਨਾਗਰਿਕਾਂ ਵੱਲੋਂ ਕੀਤੇ ਜਾਂਦੇ ਸ਼ਾਂਤਮਈ ਸੰਘਰਸ਼ ਪ੍ਰਤੀ ਸਰਕਾਰਾਂ ਦਾ ਰਵੱਈਆ ਸੰਵੇਦਨਸ਼ੀਲ ਹੋਣਾ ਚਾਹੀਦਾ ਹੈ। ਕਿਸਾਨ ਆਗੂ ਜਗਜੀਤ ਸਿੰਘ ਡੱਲੇਵਾਲ ਲੰਮੇ ਸਮੇਂ ਤੋਂ ਮਰਨ ਵਰਤ 'ਤੇ ਬੈਠੇ ਹਨ ਪਰ ਸਰਕਾਰਾਂ ਚੁੱਪ ਧਾਰੀ ਬੈਠੀਆਂ ਹਨ। ਲੋਕਤੰਤਰ ਵਿਚ ਨਾਗਰਿਕਾਂ ਦੀਆਂ ਮੰਗਾਂ ਪ੍ਰਤੀ ਸੁਹਿਰਦ ਪਹੁੰਚ ਅਪਣਾਉਣੀ ਸਮੇਂ ਦੀ ਲੋੜ ਹੈ। ਸਿੱਧੂ ਸਿੱਧੂ ਡੱਲੇਵਾਲ ਦੇ ਮਰਨ ਵਰਤ ਦੇ ਦਿਨ ਬੀਤ ਰਹੇ ਹਨ। ਕਿਸੇ ਵੀ ਮੁਲਕ ਦੇ ਨਾਗਰਿਕਾਂ ਵੱਲੋਂ ਕੀਤੇ ਜਾਂਦੇ ਸ਼ਾਂਤਮਈ ਸੰਘਰਸ਼ ਪ੍ਰਤੀ ਸਰਕਾਰਾਂ ਦਾ ਰਵੱਈਆ ਸੰਵੇਦਨਸ਼ੀਲ ਹੋਣਾ ਚਾਹੀਦਾ ਹੈ। ਕਿਸਾਨ ਆਗੂ ਜਗਜੀਤ ਸਿੰਘ ਡੱਲੇਵਾਲ ਲੰਮੇ ਸਮੇਂ ਤੋਂ ਮਰਨ ਵਰਤ 'ਤੇ ਬੈਠੇ ਹਨ ਪਰ ਸਰਕਾਰਾਂ ਚੁੱਪ ਧਾਰੀ ਬੈਠੀਆਂ ਹਨ। ਲੋਕਤੰਤਰ ਵਿਚ ਨਾਗਰਿਕਾਂ ਦੀਆਂ ਮੰਗਾਂ ਪ੍ਰਤੀ ਸੁਹਿਰਦ ਪਹੁੰਚ ਅਪਣਾਉਣੀ ਸਮੇਂ ਦੀ ਲੋੜ ਹੈ। ਸਿੱਧੂ ਸਿੱਧੂ ਡੱਲੇਵਾਲ ਦੇ ਮਰਨ ਵਰਤ ਦੇ ਦਿਨ ਬੀਤ ਰਹੇ ਹਨ। ਕਿਸੇ ਵੀ ਮੁਲਕ ਦੇ ਨਾਗਰਿਕਾਂ ਵੱਲੋਂ ਕੀਤੇ ਜਾਂਦੇ ਸ਼ਾਂਤਮਈ ਸੰਘਰਸ਼ ਪ੍ਰਤੀ ਸਰਕਾਰਾਂ ਦਾ ਰਵੱਈਆ ਸੰਵੇਦਨਸ਼ੀਲ ਹੋਣਾ ਚਾਹੀਦਾ ਹੈ। ਕਿਸਾਨ ਆਗੂ ਜਗਜੀਤ ਸਿੰਘ ਡੱਲੇਵਾਲ ਲੰਮੇ ਸਮੇਂ ਤੋਂ ਮਰਨ ਵਰਤ 'ਤੇ ਬੈਠੇ ਹਨ ਪਰ ਸਰਕਾਰਾਂ ਚੁੱਪ ਧਾਰੀ ਬੈਠੀਆਂ ਹਨ। ਲੋਕਤੰਤਰ ਵਿਚ ਨਾਗਰਿਕਾਂ ਦੀਆਂ ਮੰਗਾਂ ਪ੍ਰਤੀ ਸੁਹਿਰਦ ਪਹੁੰਚ ਅਪਣਾਉਣੀ ਸਮੇਂ ਦੀ ਲੋੜ ਹੈ। ਸਿੱਧੂ ਸਿੱਧੂ ਡੱਲੇਵਾਲ ਦੇ ਮਰਨ ਵਰਤ ਦੇ ਦਿਨ ਬੀਤ ਰਹੇ ਹਨ। ਕਿਸੇ ਵੀ ਮੁਲਕ ਦੇ ਨਾਗਰਿਕਾਂ ਵੱਲੋਂ ਕੀਤੇ ਜਾਂਦੇ ਸ਼ਾਂਤਮਈ ਸੰਘਰਸ਼ ਪ੍ਰਤੀ ਸਰਕਾਰਾਂ ਦਾ ਰਵੱਈਆ ਸੰਵੇਦਨਸ਼ੀਲ ਹੋਣਾ ਚਾਹੀਦਾ ਹੈ। ਕਿਸਾਨ ਆਗੂ ਜਗਜੀਤ ਸਿੰਘ ਡੱਲੇਵਾਲ ਲੰਮੇ ਸਮੇਂ ਤੋਂ ਮਰਨ ਵਰਤ 'ਤੇ ਬੈਠੇ ਹਨ ਪਰ ਸਰਕਾਰਾਂ ਚੁੱਪ ਧਾਰੀ ਬੈਠੀਆਂ ਹਨ। ਲੋਕਤੰਤਰ ਵਿਚ ਨਾਗਰਿਕਾਂ ਦੀਆਂ ਮੰਗਾਂ ਪ੍ਰਤੀ ਸੁਹਿਰਦ ਪਹੁੰਚ ਅਪਣਾਉਣੀ ਸਮੇਂ ਦੀ ਲੋੜ ਹੈ। ਸਿੱਧੂ ਸਿੱਧੂ ਡੱਲੇਵਾਲ ਦੇ ਮਰਨ ਵਰਤ ਦੇ ਦਿਨ ਬੀਤ ਰਹੇ ਹਨ। ਕਿਸੇ ਵੀ ਮੁਲਕ ਦੇ ਨਾਗਰਿਕਾਂ ਵੱਲੋਂ ਕੀਤੇ ਜਾਂਦੇ ਸ਼ਾਂਤਮਈ ਸੰਘਰਸ਼ ਪ੍ਰਤੀ ਸਰਕਾਰਾਂ ਦਾ ਰਵੱਈਆ ਸੰਵੇਦਨਸ਼ੀਲ ਹੋਣਾ ਚਾਹੀਦਾ ਹੈ। ਕਿਸਾਨ ਆਗੂ ਜਗਜੀਤ ਸਿੰਘ ਡੱਲੇਵਾਲ ਲੰਮੇ ਸਮੇਂ ਤੋਂ ਮਰਨ ਵਰਤ 'ਤੇ ਬੈਠੇ ਹਨ ਪਰ ਸਰਕਾਰਾਂ ਚੁੱਪ ਧਾਰੀ ਬੈਠੀਆਂ ਹਨ। ਲੋਕਤੰਤਰ ਵਿਚ ਨਾਗਰਿਕਾਂ ਦੀਆਂ ਮੰਗਾਂ ਪ੍ਰਤੀ ਸੁਹਿਰਦ ਪਹੁੰਚ ਅਪਣਾਉਣੀ ਸਮੇਂ ਦੀ ਲੋੜ ਹੈ। ਸਿੱਧੂ ਸਿੱਧੂ ਡੱਲੇਵਾਲ ਦੇ ਮਰਨ ਵਰਤ ਦੇ ਦਿਨ ਬੀਤ ਰਹੇ ਹਨ। ਕਿਸੇ ਵੀ ਮੁਲਕ ਦੇ ਨਾਗਰਿਕਾਂ ਵੱਲੋਂ ਕੀਤੇ ਜਾਂਦੇ ਸ਼ਾਂਤਮਈ ਸੰਘਰਸ਼ ਪ੍ਰਤੀ ਸਰਕਾਰਾਂ ਦਾ ਰਵੱਈਆ ਸੰਵੇਦਨਸ਼ੀਲ ਹੋਣਾ ਚਾਹੀਦਾ ਹੈ। ਕਿਸਾਨ ਆਗੂ ਜਗਜੀਤ ਸਿੰਘ ਡੱਲੇਵਾਲ ਲੰਮੇ ਸਮੇਂ ਤੋਂ ਮਰਨ ਵਰਤ 'ਤੇ ਬੈਠੇ ਹਨ ਪਰ ਸਰਕਾਰਾਂ ਚੁੱਪ ਧਾਰੀ ਬੈਠੀਆਂ ਹਨ। ਲੋਕਤੰਤਰ ਵਿਚ ਨਾਗਰਿਕਾਂ ਦੀਆਂ ਮੰਗਾਂ ਪ੍ਰਤੀ ਸੁਹਿਰਦ ਪਹੁੰਚ ਅਪਣਾਉਣੀ ਸਮੇਂ ਦੀ ਲੋੜ ਹੈ। ਸਿੱਧੂ ਸਿੱਧੂ ਡੱਲੇਵਾਲ ਦੇ ਮਰਨ ਵਰਤ ਦੇ ਦਿਨ ਬੀਤ ਰਹੇ ਹਨ। ਕਿਸੇ ਵੀ ਮੁਲਕ ਦੇ ਨਾਗਰਿਕਾਂ ਵੱਲੋਂ ਕੀਤੇ ਜਾਂਦੇ ਸ਼ਾਂਤਮਈ ਸੰਘਰਸ਼ ਪ੍ਰਤੀ ਸਰਕਾਰਾਂ ਦਾ ਰਵੱਈਆ ਸੰਵੇਦਨਸ਼ੀਲ ਹੋਣਾ ਚਾਹੀਦਾ ਹੈ। ਕਿਸਾਨ ਆਗੂ ਜਗਜੀਤ ਸਿੰਘ ਡੱਲੇਵਾਲ ਲੰਮੇ ਸਮੇਂ ਤੋਂ ਮਰਨ ਵਰਤ 'ਤੇ ਬੈਠੇ ਹਨ ਪਰ ਸਰਕਾਰਾਂ ਚੁੱਪ ਧਾਰੀ ਬੈਠੀਆਂ ਹਨ। ਲੋਕਤੰਤਰ ਵਿਚ ਨਾਗਰਿਕਾਂ ਦੀਆਂ ਮੰਗਾਂ ਪ੍ਰਤੀ ਸੁਹਿਰਦ ਪਹੁੰਚ ਅਪਣਾਉਣੀ ਸਮੇਂ ਦੀ ਲੋੜ ਹੈ। ਸਿੱਧੂ ਸਿੱਧੂ ਡੱਲੇਵਾਲ ਦੇ ਮਰਨ ਵਰਤ ਦੇ ਦਿਨ ਬੀਤ ਰਹੇ ਹਨ। ਕਿਸੇ ਵੀ ਮੁਲਕ ਦੇ ਨਾਗਰਿਕਾਂ ਵੱਲੋਂ ਕੀਤੇ ਜਾਂਦੇ ਸ਼ਾਂਤਮਈ ਸੰਘਰਸ਼ ਪ੍ਰਤੀ ਸਰਕਾਰਾਂ ਦਾ ਰਵੱਈਆ ਸੰਵੇਦਨਸ਼ੀਲ ਹੋਣਾ ਚਾਹੀਦਾ ਹੈ। ਕਿਸਾਨ ਆਗੂ ਜਗਜੀਤ ਸਿੰਘ ਡੱਲੇਵਾਲ ਲੰਮੇ ਸਮੇਂ ਤੋਂ ਮਰਨ ਵਰਤ 'ਤੇ ਬੈਠੇ ਹਨ ਪਰ ਸਰਕਾਰਾਂ ਚੁੱਪ ਧਾਰੀ ਬੈਠੀਆਂ ਹਨ। ਲੋਕਤੰਤਰ ਵਿਚ ਨਾਗਰਿਕਾਂ ਦੀਆਂ ਮੰਗਾਂ ਪ੍ਰਤੀ ਸੁਹਿਰਦ ਪਹੁੰਚ ਅਪਣਾਉਣੀ ਸਮੇਂ ਦੀ ਲੋੜ ਹੈ। ਸਿੱਧੂ ਸਿੱਧੂ ਡੱਲੇਵਾਲ ਦੇ ਮਰਨ ਵਰਤ ਦੇ ਦਿਨ ਬੀਤ ਰਹੇ ਹਨ। ਕਿਸੇ ਵੀ ਮੁਲਕ ਦੇ ਨਾਗਰਿਕਾਂ ਵੱਲੋਂ ਕੀਤੇ ਜਾਂਦੇ ਸ਼ਾਂਤਮਈ ਸੰਘਰਸ਼ ਪ੍ਰਤੀ ਸਰਕਾਰਾਂ ਦਾ ਰਵੱਈਆ ਸੰਵੇਦਨਸ਼ੀਲ ਹੋਣਾ ਚਾਹੀਦਾ ਹੈ। ਕਿਸਾਨ ਆਗੂ ਜਗਜੀਤ ਸਿੰਘ ਡੱਲੇਵਾਲ ਲੰਮੇ ਸਮੇਂ ਤੋਂ ਮਰਨ ਵਰਤ 'ਤੇ ਬੈਠੇ ਹਨ ਪਰ ਸਰਕਾਰਾਂ ਚੁੱਪ ਧਾਰੀ ਬੈਠੀਆਂ ਹਨ। ਲੋਕਤੰਤਰ ਵਿਚ ਨਾਗਰਿਕਾਂ ਦੀਆਂ ਮੰਗਾਂ ਪ੍ਰਤੀ ਸੁਹਿਰਦ ਪਹੁੰਚ ਅਪਣਾਉਣੀ ਸਮੇਂ ਦੀ ਲੋੜ ਹੈ। ਸਿੱਧੂ ਸਿੱਧੂ ਡੱਲੇਵਾਲ ਦੇ ਮਰਨ ਵਰਤ ਦੇ ਦਿਨ ਬੀਤ ਰਹੇ ਹਨ। ਕਿਸੇ ਵੀ ਮੁਲਕ ਦੇ ਨਾਗਰਿਕਾਂ ਵੱਲੋਂ ਕੀਤੇ ਜਾਂਦੇ ਸ਼ਾਂਤਮਈ ਸੰਘਰਸ਼ ਪ੍ਰਤੀ ਸਰਕਾਰਾਂ ਦਾ ਰਵੱਈਆ ਸੰਵੇਦਨਸ਼ੀਲ ਹੋਣਾ ਚਾਹੀਦਾ ਹੈ। ਕਿਸਾਨ ਆਗੂ ਜਗਜੀਤ ਸਿੰਘ ਡੱਲੇਵਾਲ ਲੰਮੇ ਸਮੇਂ ਤੋਂ ਮਰਨ ਵਰਤ 'ਤੇ ਬੈਠੇ ਹਨ ਪਰ ਸਰਕਾਰਾਂ ਚੁੱਪ ਧਾਰੀ ਬੈਠੀਆਂ ਹਨ। ਲੋਕਤੰਤਰ ਵਿਚ ਨਾਗਰਿਕਾਂ ਦੀਆਂ ਮੰਗਾਂ ਪ੍ਰਤੀ ਸੁਹਿਰਦ ਪਹੁੰਚ ਅਪਣਾਉਣੀ ਸਮੇਂ ਦੀ ਲੋੜ ਹੈ। ਸਿੱਧੂ ਸਿੱਧੂ ਡੱਲੇਵਾਲ ਦੇ ਮਰਨ ਵਰਤ ਦੇ ਦਿਨ ਬੀਤ ਰਹੇ ਹਨ। ਕਿਸੇ ਵੀ ਮੁਲਕ ਦੇ ਨਾਗਰਿਕਾਂ ਵੱਲੋਂ ਕੀਤੇ ਜਾਂਦੇ ਸ਼ਾਂਤਮਈ ਸੰਘਰਸ਼ ਪ੍ਰਤੀ ਸਰਕਾਰਾਂ ਦਾ ਰਵੱਈਆ ਸੰਵੇਦਨਸ਼ੀਲ ਹੋਣਾ ਚਾਹੀਦਾ ਹੈ। ਕਿਸਾਨ ਆਗੂ ਜਗਜੀਤ ਸਿੰਘ ਡੱਲੇਵਾਲ ਲੰਮੇ ਸਮੇਂ ਤੋਂ ਮਰਨ ਵਰਤ 'ਤੇ ਬੈਠੇ ਹਨ ਪਰ ਸਰਕਾਰਾਂ ਚੁੱਪ ਧਾਰੀ ਬੈਠੀਆਂ ਹਨ। ਲੋਕਤੰਤਰ ਵਿਚ ਨਾਗਰਿਕਾਂ ਦੀਆਂ ਮੰਗਾਂ ਪ੍ਰਤੀ ਸੁਹਿਰਦ ਪਹੁੰਚ ਅਪਣਾਉਣੀ ਸਮੇਂ ਦੀ ਲੋੜ ਹੈ। ਸਿੱਧੂ ਸਿੱਧੂ ਡੱਲੇਵਾਲ ਦੇ ਮਰਨ ਵਰਤ ਦੇ ਦਿਨ ਬੀਤ ਰਹੇ ਹਨ। ਕਿਸੇ ਵੀ ਮੁਲਕ ਦੇ ਨਾਗਰਿਕਾਂ ਵੱਲੋਂ ਕੀਤੇ ਜਾਂਦੇ ਸ਼ਾਂਤਮਈ ਸੰਘਰਸ਼ ਪ੍ਰਤੀ ਸਰਕਾਰਾਂ ਦਾ ਰਵੱਈਆ ਸੰਵੇਦਨਸ਼ੀਲ ਹੋਣਾ ਚਾਹੀਦਾ ਹੈ। ਕਿਸਾਨ ਆਗੂ ਜਗਜੀਤ ਸਿੰਘ ਡੱਲੇਵਾਲ ਲੰਮੇ ਸਮੇਂ ਤੋਂ ਮਰਨ ਵਰਤ 'ਤੇ ਬੈਠੇ ਹਨ ਪਰ ਸਰਕਾਰਾਂ ਚੁੱਪ ਧਾਰੀ ਬੈਠੀਆਂ ਹਨ। ਲੋਕਤੰਤਰ ਵਿਚ ਨਾਗਰਿਕਾਂ ਦੀਆਂ ਮੰਗਾਂ ਪ੍ਰਤੀ ਸੁਹਿਰਦ ਪਹੁੰਚ ਅਪਣਾਉਣੀ ਸਮੇਂ ਦੀ ਲੋੜ ਹੈ। ਸਿੱਧੂ ਸਿੱਧੂ ਡੱਲੇਵਾਲ ਦੇ ਮਰਨ ਵਰਤ ਦੇ ਦਿਨ ਬੀਤ ਰਹੇ ਹਨ। ਕਿਸੇ ਵੀ ਮੁਲਕ ਦੇ ਨਾਗਰਿਕਾਂ ਵੱਲੋਂ ਕੀਤੇ ਜਾਂਦੇ ਸ਼ਾਂਤਮਈ ਸੰਘਰਸ਼ ਪ੍ਰਤੀ ਸਰਕਾਰਾਂ ਦਾ ਰਵੱਈਆ ਸੰਵੇਦਨਸ਼ੀਲ ਹੋਣਾ ਚਾਹੀਦਾ ਹੈ। ਕਿਸਾਨ ਆਗੂ ਜਗਜੀਤ ਸਿੰਘ ਡੱਲੇਵਾਲ ਲੰਮੇ ਸਮੇਂ ਤੋਂ ਮਰਨ ਵਰਤ 'ਤੇ ਬੈਠੇ ਹਨ ਪਰ ਸਰਕਾਰਾਂ ਚੁੱਪ ਧਾਰੀ ਬੈਠੀਆਂ ਹਨ। ਲੋਕਤੰਤਰ ਵਿਚ ਨਾਗਰਿਕਾਂ ਦੀਆਂ ਮੰਗਾਂ ਪ੍ਰਤੀ ਸੁਹਿਰਦ ਪਹੁੰਚ ਅਪਣਾਉਣੀ ਸਮੇਂ ਦੀ ਲੋੜ ਹੈ। ਸਿੱਧੂ ਸਿੱਧੂ ਡੱਲੇਵਾਲ ਦੇ ਮਰਨ ਵਰਤ ਦੇ ਦਿਨ ਬੀਤ ਰਹੇ ਹਨ।: [234, 1001, 708, 1370]
moga-body-top: ਮੋਗਾ, 11 ਜਨਵਰੀ (ਜਸਵੰਤ ਸਿੰਘ ਰਾਜੀ) - ਸ਼੍ਰੋਮਣੀ ਅਕਾਲੀ ਦਲ ਦੀ ਕੋਰ ਕਮੇਟੀ ਵੱਲੋਂ ਮੋਗਾ ਜ਼ਿਲ੍ਹੇ ਦੇ ਨਵੇਂ ਅਬਜ਼ਰਵਰ ਨਿਯੁਕਤ ਕੀਤੇ ਗਏ ਹਨ। ਮੈਂਬਰਸ਼ਿਪ ਭਰਤੀ ਅਤੇ ਜਥੇਬੰਦਕ ਚੋਣਾਂ ਲਈ ਤੀਰਥ ਸਿੰਘ ਮਾਹਲਾ ਅਤੇ ਰਾਜਵਿੰਦਰ ਸਿੰਘ ਧਰਮਕੋਟ ਨੂੰ ਜ਼ਿੰਮੇਵਾਰੀ ਸੌਂਪੀ ਗਈ ਹੈ।: [116, 458, 228, 512]
zirakpur-article: [476, 513, 944, 930]
bajakhana-headline-box: [3, 46, 228, 108]
tirath-mahla-photo: [4, 459, 56, 549]
page-number: 4: [2, 2, 38, 38]
bajakhana-article: [3, 46, 228, 418]
shop-sign: ਬਾਬਾ ਰਾਮ ਸਿੰਘ ਕਰਿਆਨਾ ਸਟੋਰ: [114, 116, 214, 134]
zirakpur-body: ਜ਼ੀਰਕਪੁਰ, 11 ਜਨਵਰੀ (ਅਵਤਾਰ ਸਿੰਘ ਧਾਲੀਵਾਲ) - ਸ਼੍ਰੋਮਣੀ ਅਕਾਲੀ ਦਲ ਦੇ ਸੀਨੀਅਰ ਆਗੂ ਐਨ.ਕੇ. ਸ਼ਰਮਾ ਨੇ ਪ੍ਰੈਸ ਕਾਨਫਰੰਸ ਦੌਰਾਨ ਕਿਹਾ ਕਿ ਜ਼ਿਲ੍ਹਾ ਪ੍ਰਸ਼ਾਸਨ ਵੱਲੋਂ 300 ਕਰੋੜ ਰੁਪਏ ਦੇ ਵਿਕਾਸ ਕਾਰਜਾਂ ਦੇ ਨਾਂ ਉੱਤੇ ਨਗਰ ਕੌਂਸਲ ਦੇ ਪੈਸਿਆਂ ਦੀ ਫ਼ਜ਼ੂਲ ਖਰਚੀ ਕੀਤੀ ਜਾ ਰਹੀ ਹੈ। ਉਨ੍ਹਾਂ ਕਿਹਾ ਕਿ ਅਕਾਲੀ ਦਲ ਦੇ 8 ਕੌਂਸਲਰ ਬੁੱਧਵਾਰ ਨੂੰ ਡੀ.ਸੀ. ਨਾਲ ਮੁਲਾਕਾਤ ਕਰਨਗੇ। ਜ਼ੀਰਕਪੁਰ, 11 ਜਨਵਰੀ (ਅਵਤਾਰ ਸਿੰਘ ਧਾਲੀਵਾਲ) - ਸ਼੍ਰੋਮਣੀ ਅਕਾਲੀ ਦਲ ਦੇ ਸੀਨੀਅਰ ਆਗੂ ਐਨ.ਕੇ. ਸ਼ਰਮਾ ਨੇ ਪ੍ਰੈਸ ਕਾਨਫਰੰਸ ਦੌਰਾਨ ਕਿਹਾ ਕਿ ਜ਼ਿਲ੍ਹਾ ਪ੍ਰਸ਼ਾਸਨ ਵੱਲੋਂ 300 ਕਰੋੜ ਰੁਪਏ ਦੇ ਵਿਕਾਸ ਕਾਰਜਾਂ ਦੇ ਨਾਂ ਉੱਤੇ ਨਗਰ ਕੌਂਸਲ ਦੇ ਪੈਸਿਆਂ ਦੀ ਫ਼ਜ਼ੂਲ ਖਰਚੀ ਕੀਤੀ ਜਾ ਰਹੀ ਹੈ। ਉਨ੍ਹਾਂ ਕਿਹਾ ਕਿ ਅਕਾਲੀ ਦਲ ਦੇ 8 ਕੌਂਸਲਰ ਬੁੱਧਵਾਰ ਨੂੰ ਡੀ.ਸੀ. ਨਾਲ ਮੁਲਾਕਾਤ ਕਰਨਗੇ। ਜ਼ੀਰਕਪੁਰ, 11 ਜਨਵਰੀ (ਅਵਤਾਰ ਸਿੰਘ ਧਾਲੀਵਾਲ) - ਸ਼੍ਰੋਮਣੀ ਅਕਾਲੀ ਦਲ ਦੇ ਸੀਨੀਅਰ ਆਗੂ ਐਨ.ਕੇ. ਸ਼ਰਮਾ ਨੇ ਪ੍ਰੈਸ ਕਾਨਫਰੰਸ ਦੌਰਾਨ ਕਿਹਾ ਕਿ ਜ਼ਿਲ੍ਹਾ ਪ੍ਰਸ਼ਾਸਨ ਵੱਲੋਂ 300 ਕਰੋੜ ਰੁਪਏ ਦੇ ਵਿਕਾਸ ਕਾਰਜਾਂ ਦੇ ਨਾਂ ਉੱਤੇ ਨਗਰ ਕੌਂਸਲ ਦੇ ਪੈਸਿਆਂ ਦੀ ਫ਼ਜ਼ੂਲ ਖਰਚੀ ਕੀਤੀ ਜਾ ਰਹੀ ਹੈ। ਉਨ੍ਹਾਂ ਕਿਹਾ ਕਿ ਅਕਾਲੀ ਦਲ ਦੇ 8 ਕੌਂਸਲਰ ਬੁੱਧਵਾਰ ਨੂੰ ਡੀ.ਸੀ. ਨਾਲ ਮੁਲਾਕਾਤ ਕਰਨਗੇ। ਜ਼ੀਰਕਪੁਰ, 11 ਜਨਵਰੀ (ਅਵਤਾਰ ਸਿੰਘ ਧਾਲੀਵਾਲ) - ਸ਼੍ਰੋਮਣੀ ਅਕਾਲੀ ਦਲ ਦੇ ਸੀਨੀਅਰ ਆਗੂ ਐਨ.ਕੇ. ਸ਼ਰਮਾ ਨੇ ਪ੍ਰੈਸ ਕਾਨਫਰੰਸ ਦੌਰਾਨ ਕਿਹਾ ਕਿ ਜ਼ਿਲ੍ਹਾ ਪ੍ਰਸ਼ਾਸਨ ਵੱਲੋਂ 300 ਕਰੋੜ ਰੁਪਏ ਦੇ ਵਿਕਾਸ ਕਾਰਜਾਂ ਦੇ ਨਾਂ ਉੱਤੇ ਨਗਰ ਕੌਂਸਲ ਦੇ ਪੈਸਿਆਂ ਦੀ ਫ਼ਜ਼ੂਲ ਖਰਚੀ ਕੀਤੀ ਜਾ ਰਹੀ ਹੈ। ਉਨ੍ਹਾਂ ਕਿਹਾ ਕਿ ਅਕਾਲੀ ਦਲ ਦੇ 8 ਕੌਂਸਲਰ ਬੁੱਧਵਾਰ ਨੂੰ ਡੀ.ਸੀ. ਨਾਲ ਮੁਲਾਕਾਤ ਕਰਨਗੇ। ਜ਼ੀਰਕਪੁਰ, 11 ਜਨਵਰੀ (ਅਵਤਾਰ ਸਿੰਘ ਧਾਲੀਵਾਲ) - ਸ਼੍ਰੋਮਣੀ ਅਕਾਲੀ ਦਲ ਦੇ ਸੀਨੀਅਰ ਆਗੂ ਐਨ.ਕੇ. ਸ਼ਰਮਾ ਨੇ ਪ੍ਰੈਸ ਕਾਨਫਰੰਸ ਦੌਰਾਨ ਕਿਹਾ ਕਿ ਜ਼ਿਲ੍ਹਾ ਪ੍ਰਸ਼ਾਸਨ ਵੱਲੋਂ 300 ਕਰੋੜ ਰੁਪਏ ਦੇ ਵਿਕਾਸ ਕਾਰਜਾਂ ਦੇ ਨਾਂ ਉੱਤੇ ਨਗਰ ਕੌਂਸਲ ਦੇ ਪੈਸਿਆਂ ਦੀ ਫ਼ਜ਼ੂਲ ਖਰਚੀ ਕੀਤੀ ਜਾ ਰਹੀ ਹੈ। ਉਨ੍ਹਾਂ ਕਿਹਾ ਕਿ ਅਕਾਲੀ ਦਲ ਦੇ 8 ਕੌਂਸਲਰ ਬੁੱਧਵਾਰ ਨੂੰ ਡੀ.ਸੀ. ਨਾਲ ਮੁਲਾਕਾਤ ਕਰਨਗੇ।: [546, 590, 704, 887]
annadata-body-bottom: ਕਿਸੇ ਵੀ ਮੁਲਕ ਦੇ ਨਾਗਰਿਕਾਂ ਵੱਲੋਂ ਕੀਤੇ ਜਾਂਦੇ ਸ਼ਾਂਤਮਈ ਸੰਘਰਸ਼ ਪ੍ਰਤੀ ਸਰਕਾਰਾਂ ਦਾ ਰਵੱਈਆ ਸੰਵੇਦਨਸ਼ੀਲ ਹੋਣਾ ਚਾਹੀਦਾ ਹੈ। ਕਿਸਾਨ ਆਗੂ ਜਗਜੀਤ ਸਿੰਘ ਡੱਲੇਵਾਲ ਲੰਮੇ ਸਮੇਂ ਤੋਂ ਮਰਨ ਵਰਤ 'ਤੇ ਬੈਠੇ ਹਨ ਪਰ ਸਰਕਾਰਾਂ ਚੁੱਪ ਧਾਰੀ ਬੈਠੀਆਂ ਹਨ। ਲੋਕਤੰਤਰ ਵਿਚ ਨਾਗਰਿਕਾਂ ਦੀਆਂ ਮੰਗਾਂ ਪ੍ਰਤੀ ਸੁਹਿਰਦ ਪਹੁੰਚ ਅਪਣਾਉਣੀ ਸਮੇਂ ਦੀ ਲੋੜ ਹੈ। ਸਿੱਧੂ ਸਿੱਧੂ ਡੱਲੇਵਾਲ ਦੇ ਮਰਨ ਵਰਤ ਦੇ ਦਿਨ ਬੀਤ ਰਹੇ ਹਨ। ਕਿਸੇ ਵੀ ਮੁਲਕ ਦੇ ਨਾਗਰਿਕਾਂ ਵੱਲੋਂ ਕੀਤੇ ਜਾਂਦੇ ਸ਼ਾਂਤਮਈ ਸੰਘਰਸ਼ ਪ੍ਰਤੀ ਸਰਕਾਰਾਂ ਦਾ ਰਵੱਈਆ ਸੰਵੇਦਨਸ਼ੀਲ ਹੋਣਾ ਚਾਹੀਦਾ ਹੈ। ਕਿਸਾਨ ਆਗੂ ਜਗਜੀਤ ਸਿੰਘ ਡੱਲੇਵਾਲ ਲੰਮੇ ਸਮੇਂ ਤੋਂ ਮਰਨ ਵਰਤ 'ਤੇ ਬੈਠੇ ਹਨ ਪਰ ਸਰਕਾਰਾਂ ਚੁੱਪ ਧਾਰੀ ਬੈਠੀਆਂ ਹਨ। ਲੋਕਤੰਤਰ ਵਿਚ ਨਾਗਰਿਕਾਂ ਦੀਆਂ ਮੰਗਾਂ ਪ੍ਰਤੀ ਸੁਹਿਰਦ ਪਹੁੰਚ ਅਪਣਾਉਣੀ ਸਮੇਂ ਦੀ ਲੋੜ ਹੈ। ਸਿੱਧੂ ਸਿੱਧੂ ਡੱਲੇਵਾਲ ਦੇ ਮਰਨ ਵਰਤ ਦੇ ਦਿਨ ਬੀਤ ਰਹੇ ਹਨ। ਕਿਸੇ ਵੀ ਮੁਲਕ ਦੇ ਨਾਗਰਿਕਾਂ ਵੱਲੋਂ ਕੀਤੇ ਜਾਂਦੇ ਸ਼ਾਂਤਮਈ ਸੰਘਰਸ਼ ਪ੍ਰਤੀ ਸਰਕਾਰਾਂ ਦਾ ਰਵੱਈਆ ਸੰਵੇਦਨਸ਼ੀਲ ਹੋਣਾ ਚਾਹੀਦਾ ਹੈ। ਕਿਸਾਨ ਆਗੂ ਜਗਜੀਤ ਸਿੰਘ ਡੱਲੇਵਾਲ ਲੰਮੇ ਸਮੇਂ ਤੋਂ ਮਰਨ ਵਰਤ 'ਤੇ ਬੈਠੇ ਹਨ ਪਰ ਸਰਕਾਰਾਂ ਚੁੱਪ ਧਾਰੀ ਬੈਠੀਆਂ ਹਨ। ਲੋਕਤੰਤਰ ਵਿਚ ਨਾਗਰਿਕਾਂ ਦੀਆਂ ਮੰਗਾਂ ਪ੍ਰਤੀ ਸੁਹਿਰਦ ਪਹੁੰਚ ਅਪਣਾਉਣੀ ਸਮੇਂ ਦੀ ਲੋੜ ਹੈ। ਸਿੱਧੂ ਸਿੱਧੂ ਡੱਲੇਵਾਲ ਦੇ ਮਰਨ ਵਰਤ ਦੇ ਦਿਨ ਬੀਤ ਰਹੇ ਹਨ।: [234, 1385, 554, 1474]
sukhbir-phone: ਵਟਸਐਪ ਨੰ 98786-91567: [864, 1480, 944, 1488]
sukhbir-photo: [857, 984, 944, 1076]
moga-body: ਮੋਗਾ, 11 ਜਨਵਰੀ (ਜਸਵੰਤ ਸਿੰਘ ਰਾਜੀ) - ਸ਼੍ਰੋਮਣੀ ਅਕਾਲੀ ਦਲ ਦੀ ਕੋਰ ਕਮੇਟੀ ਵੱਲੋਂ ਮੋਗਾ ਜ਼ਿਲ੍ਹੇ ਦੇ ਨਵੇਂ ਅਬਜ਼ਰਵਰ ਨਿਯੁਕਤ ਕੀਤੇ ਗਏ ਹਨ। ਮੈਂਬਰਸ਼ਿਪ ਭਰਤੀ ਅਤੇ ਜਥੇਬੰਦਕ ਚੋਣਾਂ ਲਈ ਤੀਰਥ ਸਿੰਘ ਮਾਹਲਾ ਅਤੇ ਰਾਜਵਿੰਦਰ ਸਿੰਘ ਧਰਮਕੋਟ ਨੂੰ ਜ਼ਿੰਮੇਵਾਰੀ ਸੌਂਪੀ ਗਈ ਹੈ। ਮੋਗਾ, 11 ਜਨਵਰੀ (ਜਸਵੰਤ ਸਿੰਘ ਰਾਜੀ) - ਸ਼੍ਰੋਮਣੀ ਅਕਾਲੀ ਦਲ ਦੀ ਕੋਰ ਕਮੇਟੀ ਵੱਲੋਂ ਮੋਗਾ ਜ਼ਿਲ੍ਹੇ ਦੇ ਨਵੇਂ ਅਬਜ਼ਰਵਰ ਨਿਯੁਕਤ ਕੀਤੇ ਗਏ ਹਨ। ਮੈਂਬਰਸ਼ਿਪ ਭਰਤੀ ਅਤੇ ਜਥੇਬੰਦਕ ਚੋਣਾਂ ਲਈ ਤੀਰਥ ਸਿੰਘ ਮਾਹਲਾ ਅਤੇ ਰਾਜਵਿੰਦਰ ਸਿੰਘ ਧਰਮਕੋਟ ਨੂੰ ਜ਼ਿੰਮੇਵਾਰੀ ਸੌਂਪੀ ਗਈ ਹੈ। ਮੋਗਾ, 11 ਜਨਵਰੀ (ਜਸਵੰਤ ਸਿੰਘ ਰਾਜੀ) - ਸ਼੍ਰੋਮਣੀ ਅਕਾਲੀ ਦਲ ਦੀ ਕੋਰ ਕਮੇਟੀ ਵੱਲੋਂ ਮੋਗਾ ਜ਼ਿਲ੍ਹੇ ਦੇ ਨਵੇਂ ਅਬਜ਼ਰਵਰ ਨਿਯੁਕਤ ਕੀਤੇ ਗਏ ਹਨ। ਮੈਂਬਰਸ਼ਿਪ ਭਰਤੀ ਅਤੇ ਜਥੇਬੰਦਕ ਚੋਣਾਂ ਲਈ ਤੀਰਥ ਸਿੰਘ ਮਾਹਲਾ ਅਤੇ ਰਾਜਵਿੰਦਰ ਸਿੰਘ ਧਰਮਕੋਟ ਨੂੰ ਜ਼ਿੰਮੇਵਾਰੀ ਸੌਂਪੀ ਗਈ ਹੈ। ਮੋਗਾ, 11 ਜਨਵਰੀ (ਜਸਵੰਤ ਸਿੰਘ ਰਾਜੀ) - ਸ਼੍ਰੋਮਣੀ ਅਕਾਲੀ ਦਲ ਦੀ ਕੋਰ ਕਮੇਟੀ ਵੱਲੋਂ ਮੋਗਾ ਜ਼ਿਲ੍ਹੇ ਦੇ ਨਵੇਂ ਅਬਜ਼ਰਵਰ ਨਿਯੁਕਤ ਕੀਤੇ ਗਏ ਹਨ। ਮੈਂਬਰਸ਼ਿਪ ਭਰਤੀ ਅਤੇ ਜਥੇਬੰਦਕ ਚੋਣਾਂ ਲਈ ਤੀਰਥ ਸਿੰਘ ਮਾਹਲਾ ਅਤੇ ਰਾਜਵਿੰਦਰ ਸਿੰਘ ਧਰਮਕੋਟ ਨੂੰ ਜ਼ਿੰਮੇਵਾਰੀ ਸੌਂਪੀ ਗਈ ਹੈ। ਮੋਗਾ, 11 ਜਨਵਰੀ (ਜਸਵੰਤ ਸਿੰਘ ਰਾਜੀ) - ਸ਼੍ਰੋਮਣੀ ਅਕਾਲੀ ਦਲ ਦੀ ਕੋਰ ਕਮੇਟੀ ਵੱਲੋਂ ਮੋਗਾ ਜ਼ਿਲ੍ਹੇ ਦੇ ਨਵੇਂ ਅਬਜ਼ਰਵਰ ਨਿਯੁਕਤ ਕੀਤੇ ਗਏ ਹਨ। ਮੈਂਬਰਸ਼ਿਪ ਭਰਤੀ ਅਤੇ ਜਥੇਬੰਦਕ ਚੋਣਾਂ ਲਈ ਤੀਰਥ ਸਿੰਘ ਮਾਹਲਾ ਅਤੇ ਰਾਜਵਿੰਦਰ ਸਿੰਘ ਧਰਮਕੋਟ ਨੂੰ ਜ਼ਿੰਮੇਵਾਰੀ ਸੌਂਪੀ ਗਈ ਹੈ। ਮੋਗਾ, 11 ਜਨਵਰੀ (ਜਸਵੰਤ ਸਿੰਘ ਰਾਜੀ) - ਸ਼੍ਰੋਮਣੀ ਅਕਾਲੀ ਦਲ ਦੀ ਕੋਰ ਕਮੇਟੀ ਵੱਲੋਂ ਮੋਗਾ ਜ਼ਿਲ੍ਹੇ ਦੇ ਨਵੇਂ ਅਬਜ਼ਰਵਰ ਨਿਯੁਕਤ ਕੀਤੇ ਗਏ ਹਨ। ਮੈਂਬਰਸ਼ਿਪ ਭਰਤੀ ਅਤੇ ਜਥੇਬੰਦਕ ਚੋਣਾਂ ਲਈ ਤੀਰਥ ਸਿੰਘ ਮਾਹਲਾ ਅਤੇ ਰਾਜਵਿੰਦਰ ਸਿੰਘ ਧਰਮਕੋਟ ਨੂੰ ਜ਼ਿੰਮੇਵਾਰੀ ਸੌਂਪੀ ਗਈ ਹੈ। ਮੋਗਾ, 11 ਜਨਵਰੀ (ਜਸਵੰਤ ਸਿੰਘ ਰਾਜੀ) - ਸ਼੍ਰੋਮਣੀ ਅਕਾਲੀ ਦਲ ਦੀ ਕੋਰ ਕਮੇਟੀ ਵੱਲੋਂ ਮੋਗਾ ਜ਼ਿਲ੍ਹੇ ਦੇ ਨਵੇਂ ਅਬਜ਼ਰਵਰ ਨਿਯੁਕਤ ਕੀਤੇ ਗਏ ਹਨ। ਮੈਂਬਰਸ਼ਿਪ ਭਰਤੀ ਅਤੇ ਜਥੇਬੰਦਕ ਚੋਣਾਂ ਲਈ ਤੀਰਥ ਸਿੰਘ ਮਾਹਲਾ ਅਤੇ ਰਾਜਵਿੰਦਰ ਸਿੰਘ ਧਰਮਕੋਟ ਨੂੰ ਜ਼ਿੰਮੇਵਾਰੀ ਸੌਂਪੀ ਗਈ ਹੈ। ਮੋਗਾ, 11 ਜਨਵਰੀ (ਜਸਵੰਤ ਸਿੰਘ ਰਾਜੀ) - ਸ਼੍ਰੋਮਣੀ ਅਕਾਲੀ ਦਲ ਦੀ ਕੋਰ ਕਮੇਟੀ ਵੱਲੋਂ ਮੋਗਾ ਜ਼ਿਲ੍ਹੇ ਦੇ ਨਵੇਂ ਅਬਜ਼ਰਵਰ ਨਿਯੁਕਤ ਕੀਤੇ ਗਏ ਹਨ। ਮੈਂਬਰਸ਼ਿਪ ਭਰਤੀ ਅਤੇ ਜਥੇਬੰਦਕ ਚੋਣਾਂ ਲਈ ਤੀਰਥ ਸਿੰਘ ਮਾਹਲਾ ਅਤੇ ਰਾਜਵਿੰਦਰ ਸਿੰਘ ਧਰਮਕੋਟ ਨੂੰ ਜ਼ਿੰਮੇਵਾਰੀ ਸੌਂਪੀ ਗਈ ਹੈ। ਮੋਗਾ, 11 ਜਨਵਰੀ (ਜਸਵੰਤ ਸਿੰਘ ਰਾਜੀ) - ਸ਼੍ਰੋਮਣੀ ਅਕਾਲੀ ਦਲ ਦੀ ਕੋਰ ਕਮੇਟੀ ਵੱਲੋਂ ਮੋਗਾ ਜ਼ਿਲ੍ਹੇ ਦੇ ਨਵੇਂ ਅਬਜ਼ਰਵਰ ਨਿਯੁਕਤ ਕੀਤੇ ਗਏ ਹਨ। ਮੈਂਬਰਸ਼ਿਪ ਭਰਤੀ ਅਤੇ ਜਥੇਬੰਦਕ ਚੋਣਾਂ ਲਈ ਤੀਰਥ ਸਿੰਘ ਮਾਹਲਾ ਅਤੇ ਰਾਜਵਿੰਦਰ ਸਿੰਘ ਧਰਮਕੋਟ ਨੂੰ ਜ਼ਿੰਮੇਵਾਰੀ ਸੌਂਪੀ ਗਈ ਹੈ।: [4, 551, 228, 794]
dallewal-headline: ਜੇਕਰ ਡੱਲੇਵਾਲ ਦੀ ਸਿਹਤ ਨਾਲ ਕੁਝ ਗਲਤ ਹੁੰਦਾ ਹੈ ਤਾਂ ਕੇਂਦਰ ਦੀ ਸਮੁੱਚੀ ਕੈਬਨਿਟ ਜ਼ਿੰਮੇਵਾਰ ਹੋਵੇਗੀ: [10, 1073, 222, 1123]
farmer-article: [4, 811, 228, 1070]
ashram-headline: ਸੰਤ ਬਾਬਾ ਗੁਰਦੀਪ ਸਿੰਘ ਦੀ ਰਹਿਨੁਮਾਈ ਹੇਠ ਬਿਰਧ ਆਸ਼ਰਮ ਦੇ ਬਜ਼ੁਰਗਾਂ ਨੂੰ ਵੰਡੇ ਗਰਮ ਕੱਪੜੇ: [236, 513, 470, 571]
